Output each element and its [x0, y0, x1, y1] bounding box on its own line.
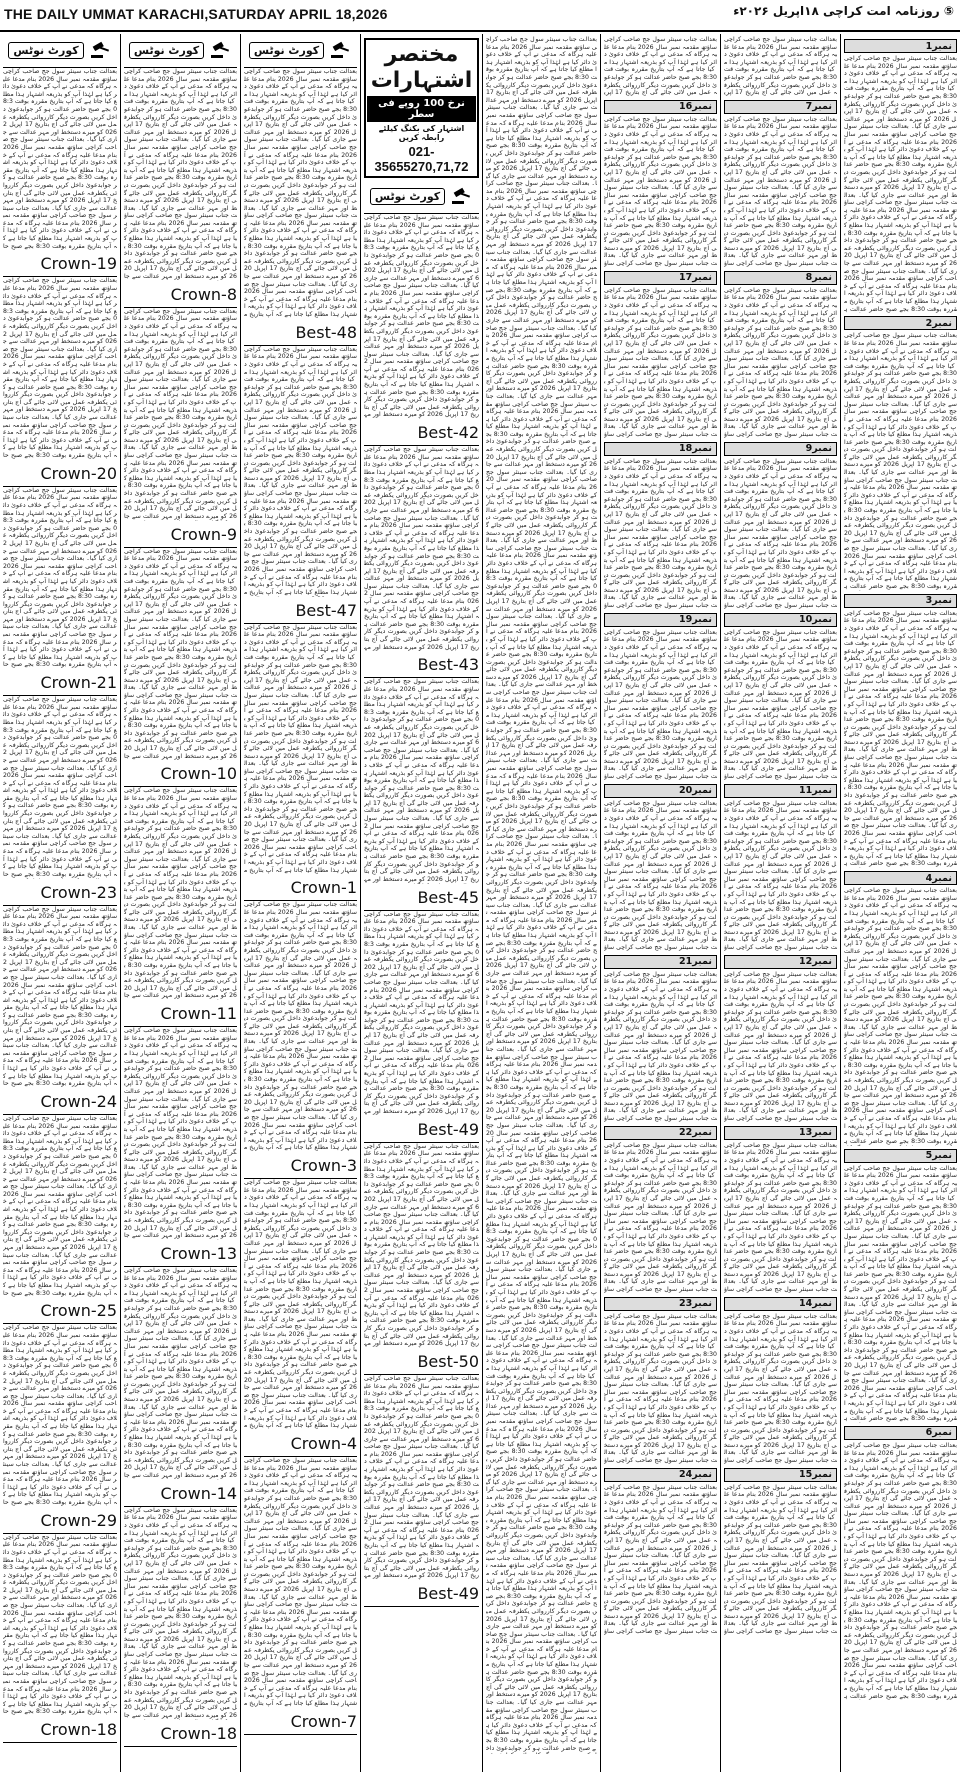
numbered-heading: [604, 784, 717, 798]
heading-number: نمبر12: [799, 956, 832, 968]
gavel-icon: [330, 41, 352, 59]
numbered-heading: [844, 871, 957, 885]
court-notice-text: بعدالت جناب سینئر سول جج صاحب کراچی ساؤتھ مقدمہ نمبر سال 2026 بنام مدعا علیہ ہرگاہ کہ مدعی نے آپ کے خلاف دعویٰ دائر کیا ہے لہٰذا آپ کو بذریعہ اشتہار ہذا مطلع کیا جاتا ہے کہ آپ بتاریخ مقررہ بوقت 8:30 بجے صبح حاضر عدالت ہو کر جوابدعویٰ داخل کریں بصورت دیگر کارروائی یکطرفہ عمل میں لائی جائے گی آج بتاریخ 17 اپریل 2026 کو میرے دستخط اور مہر عدالت سے جاری کیا گیا۔ بعدالت جناب سینئر سول جج صاحب کراچی ساؤتھ مقدمہ نمبر سال 2026 بنام مدعا علیہ ہرگاہ کہ مدعی نے آپ کے خلاف دعویٰ دائر کیا ہے لہٰذا آپ کو بذریعہ اشتہار ہذا مطلع کیا جاتا ہے کہ آپ بتاریخ مقررہ بوقت 8:30 بجے صبح حاضر عدالت ہو کر جوابدعویٰ داخل کریں بصورت دیگر کارروائی یکطرفہ عمل میں لائی جائے گی آج بتاریخ 17 اپریل 2026 کو میرے دستخط اور مہر عدالت سے جاری کیا گیا۔ بعدالت جناب سینئر سول جج صاحب کراچی ساؤتھ مقدمہ نمبر سال 2026 بنام مدعا علیہ ہرگاہ کہ مدعی نے آپ کے خلاف دعویٰ دائر کیا ہے لہٰذا آپ کو بذریعہ اشتہار ہذا مطلع کیا جاتا ہے کہ آپ بتاریخ مقررہ بوقت 8:30 بجے صبح حاضر عدالت ہو کر جوابدعویٰ داخل کریں بصورت دیگر کارروائی یکطرفہ عمل میں لائی جائے گی آج بتاریخ 17 اپریل 2026 کو میرے دستخط اور مہ: [364, 214, 479, 419]
classified-ad-box: [364, 38, 479, 178]
news-text: بعدالت جناب سینئر سول جج صاحب کراچی ساؤتھ مقدمہ نمبر سال 2026 بنام مدعا علیہ ہرگاہ کہ مدعی نے آپ کے خلاف دعویٰ دائر کیا ہے لہٰذا آپ کو بذریعہ اشتہار ہذا مطلع کیا جاتا ہے کہ آپ بتاریخ مقررہ بوقت 8:30 بجے صبح حاضر عدالت ہو کر جوابدعویٰ داخل کریں بصورت دیگر کارروائی یکطرفہ عمل میں لائی جائے گی آج بتاریخ 17 اپریل 2026 کو میرے دستخط اور مہر عدالت سے جاری کیا گیا۔ بعدالت جناب سینئر سول جج صاحب کراچی ساؤتھ مقدمہ نمبر سال 2026 بنام مدعا علیہ ہرگاہ کہ مدعی نے آپ کے خلاف دعویٰ دائر کیا ہے لہٰذا آپ کو بذریعہ اشتہار ہذا مطلع کیا جاتا ہے کہ آپ بتاریخ مقررہ بوقت 8:30 بجے صبح حاضر عدالت ہو کر جوابدعویٰ داخل کریں بصورت دیگر کارروائی یکطرفہ عمل میں لائی جائے گی آج بتاریخ 17 اپریل 2026 کو میرے دستخط اور مہر عدالت سے جاری کیا گیا۔ بعدالت جناب سینئر سول جج صاحب کراچی ساؤ: [724, 115, 837, 268]
court-notice-text: بعدالت جناب سینئر سول جج صاحب کراچی ساؤتھ مقدمہ نمبر سال 2026 بنام مدعا علیہ ہرگاہ کہ مدعی نے آپ کے خلاف دعویٰ دائر کیا ہے لہٰذا آپ کو بذریعہ اشتہار ہذا مطلع کیا جاتا ہے کہ آپ بتاریخ مقررہ بوقت 8:30 بجے صبح حاضر عدالت ہو کر جوابدعویٰ داخل کریں بصورت دیگر کارروائی یکطرفہ عمل میں لائی جائے گی آج بتاریخ 17 اپریل 2026 کو میرے دستخط اور مہر عدالت سے جاری کیا گیا۔ بعدالت جناب سینئر سول جج صاحب کراچی ساؤتھ مقدمہ نمبر سال 2026 بنام مدعا علیہ ہرگاہ کہ مدعی نے آپ کے خلاف دعویٰ دائر کیا ہے لہٰذا آپ کو بذریعہ اشتہار ہذا مطلع کیا جاتا ہے کہ آپ بتاریخ مقررہ بوقت 8:30 بجے صبح حاضر عدالت ہو کر جوابدعویٰ داخل کریں بصورت دیگر کارروائی یکطرفہ عمل میں لائی جائے گی آج بتاریخ 17 اپریل 2026 کو میرے دستخط اور مہر عدالت سے جاری کیا گیا۔ بعدالت جناب سینئر سول جج صاحب کراچی ساؤتھ مقدمہ نمبر سال 2026 بنام مدعا علیہ ہرگاہ کہ مدعی نے آپ کے خلاف دعویٰ دائر کیا ہے لہٰذا آپ کو بذریعہ اشتہار ہذا مطلع کیا جاتا ہے کہ آپ بتاریخ مقررہ بوقت 8:30 بجے صبح حا: [3, 905, 117, 1088]
gavel-icon: [210, 41, 232, 59]
heading-number: نمبر23: [679, 1298, 712, 1310]
notice-code: Best-49: [364, 1582, 479, 1607]
court-notice-text: بعدالت جناب سینئر سول جج صاحب کراچی ساؤتھ مقدمہ نمبر سال 2026 بنام مدعا علیہ ہرگاہ کہ مدعی نے آپ کے خلاف دعویٰ دائر کیا ہے لہٰذا آپ کو بذریعہ اشتہار ہذا مطلع کیا جاتا ہے کہ آپ بتاریخ مقررہ بوقت 8:30 بجے صبح حاضر عدالت ہو کر جوابدعویٰ داخل کریں بصورت دیگر کارروائی یکطرفہ عمل میں لائی جائے گی آج بتاریخ 17 اپریل 2026 کو میرے دستخط اور مہر عدالت سے جاری کیا گیا۔ بعدالت جناب سینئر سول جج صاحب کراچی ساؤتھ مقدمہ نمبر سال 2026 بنام مدعا علیہ ہرگاہ کہ مدعی نے آپ کے خلاف دعویٰ دائر کیا ہے لہٰذا آپ کو بذریعہ اشتہار ہذا مطلع کیا جاتا ہے کہ آپ بتاریخ مقررہ بوقت 8:30 بجے صبح حاضر عدالت ہو کر جوابدعویٰ داخل کریں بصورت دیگر کارروائی یکطرفہ عمل میں لائی جائے گی آج بتاریخ 17 اپریل 2026 کو میرے دستخط اور مہر عدالت سے جاری کیا گیا۔ بعدالت جناب سینئر سول جج صاحب کراچی ساؤتھ مقدمہ نمبر سال 2026 بنام مدعا علیہ ہرگاہ کہ مدعی نے آپ کے خلاف دعویٰ دائر کیا ہے لہٰذا آپ کو بذریعہ اشتہار ہذا مطلع کیا جاتا ہے کہ آپ بتاریخ مقررہ بوقت 8:30 بجے صبح حاضر عدالت ہو کر جوابدعویٰ داخل کریں بصورت دیگر کارروائی یکطرفہ عمل میں لائی جائے گی آج بتاریخ 17 اپریل 2026 کو میرے دستخط اور مہ: [364, 910, 479, 1115]
numbered-heading: [604, 100, 717, 114]
news-column-5: [482, 34, 600, 1772]
numbered-column-r2: [840, 34, 960, 1772]
court-notice-title: کورٹ نوٹس: [8, 42, 83, 59]
heading-number: نمبر3: [925, 595, 952, 607]
news-text: بعدالت جناب سینئر سول جج صاحب کراچی ساؤتھ مقدمہ نمبر سال 2026 بنام مدعا علیہ ہرگاہ کہ مدعی نے آپ کے خلاف دعویٰ دائر کیا ہے لہٰذا آپ کو بذریعہ اشتہار ہذا مطلع کیا جاتا ہے کہ آپ بتاریخ مقررہ بوقت 8:30 بجے صبح حاضر عدالت ہو کر جوابدعویٰ داخل کریں بصورت دیگر کارروائی یکطرفہ عمل میں لائی جائے گی آج بتاریخ 17 اپریل 2026 کو میرے دستخط اور مہر عدالت سے جاری کیا گیا۔ بعدالت جناب سینئر سول جج صاحب کراچی ساؤتھ مقدمہ نمبر سال 2026 بنام مدعا علیہ ہرگاہ کہ مدعی نے آپ کے خلاف دعویٰ دائر کیا ہے لہٰذا آپ کو بذریعہ اشتہار ہذا مطلع کیا جاتا ہے کہ آپ بتاریخ مقررہ بوقت 8:30 بجے صبح حاضر عدالت ہو کر جوابدعویٰ داخل کریں بصورت دیگر کارروائی یکطرفہ عمل میں لائی جائے گی آج بتاریخ 17 اپریل 2026 کو میرے دستخط اور مہر عدالت سے جاری کیا گیا۔ بعدالت جناب سینئر سول جج صاحب کراچی ساؤتھ مقدمہ نمبر سال 2026 بنام مدعا علیہ ہرگاہ کہ مدعی نے آپ کے خلاف دعویٰ دائر کیا ہے لہٰذا آپ کو بذریعہ اشتہار ہذا مطلع کیا جاتا ہے کہ آپ بتاریخ مقررہ بوقت 8:30 بجے صبح حاضر عدالت ہو کر جوابدعویٰ داخل کریں بصورت دیگر کارروائی یکطرفہ عمل میں لائی جائے گی آج بتاریخ 17 اپریل 2026 کو میرے دستخط اور مہر عدالت سے جاری کیا گیا۔ بعدالت جناب سینئر سول جج صاحب کراچی ساؤتھ مقدمہ نمبر سال 2026 بنام مدعا علیہ ہرگاہ کہ مدعی نے آپ کے خلاف دعویٰ دائر کیا ہے لہٰذا آپ کو بذریعہ اشتہار ہذا مطلع کیا جاتا ہے کہ آپ بتاریخ مقررہ بوقت 8:30 بجے صبح حاضر عدالت ہ: [844, 332, 957, 590]
heading-number: نمبر5: [925, 1150, 952, 1162]
heading-number: نمبر15: [799, 1469, 832, 1481]
news-text: بعدالت جناب سینئر سول جج صاحب کراچی ساؤتھ مقدمہ نمبر سال 2026 بنام مدعا علیہ ہرگاہ کہ مدعی نے آپ کے خلاف دعویٰ دائر کیا ہے لہٰذا آپ کو بذریعہ اشتہار ہذا مطلع کیا جاتا ہے کہ آپ بتاریخ مقررہ بوقت 8:30 بجے صبح حاضر عدالت ہو کر جوابدعویٰ داخل کریں بصورت دیگر کارروائی یکطرفہ عمل میں لائی جائے گی آج بتاریخ 17 اپریل 2026 کو میرے دستخط اور مہر عدالت سے جاری کیا گیا۔ بعدالت جناب سینئر سول جج صاحب کراچی ساؤتھ مقدمہ نمبر سال 2026 بنام مدعا علیہ ہرگاہ کہ مدعی نے آپ کے خلاف دعویٰ دائر کیا ہے لہٰذا آپ کو بذریعہ اشتہار ہذا مطلع کیا جاتا ہے کہ آپ بتاریخ مقررہ بوقت 8:30 بجے صبح حاضر عدالت ہو کر جوابدعویٰ داخل کریں بصورت دیگر کارروائی یکطرفہ عمل میں لائی جائے گی آج بتاریخ 17 اپریل 2026 کو میرے دستخط اور مہر عدالت سے جاری کیا گیا۔ بعدالت جناب سینئر سول جج صاحب کراچی ساؤتھ مقدمہ نمبر سال 2026 بنام مدعا علیہ ہرگاہ کہ مدعی نے آپ کے خلاف دعویٰ دائر کیا ہے لہٰذا آپ کو بذریعہ اشتہار ہذا مطلع کیا جاتا ہے کہ آپ بتاریخ مقررہ بوقت 8:30 بجے صبح حاضر عدالت ہو کر جوابدعویٰ داخل کریں بصورت دیگر کارروائی یکطرفہ عمل میں لائی جائے گی آج بتاریخ 17 اپریل 2026 کو میرے دستخط اور مہر عدالت سے جاری کیا گیا۔ بعدالت جناب سینئر سول جج صاحب کراچی ساؤتھ مقدمہ نمبر سال 2026 بنام مدعا علیہ ہرگاہ کہ مدعی نے آپ کے خلاف دعویٰ دائر کیا ہے لہٰذا آپ کو بذریعہ اشتہار ہذا مطلع کیا جاتا ہے کہ آپ بتاریخ مقررہ بوقت 8:30 بجے صبح حاضر عدالت ہ: [844, 1164, 957, 1423]
news-text: بعدالت جناب سینئر سول جج صاحب کراچی ساؤتھ مقدمہ نمبر سال 2026 بنام مدعا علیہ ہرگاہ کہ مدعی نے آپ کے خلاف دعویٰ دائر کیا ہے لہٰذا آپ کو بذریعہ اشتہار ہذا مطلع کیا جاتا ہے کہ آپ بتاریخ مقررہ بوقت 8:30 بجے صبح حاضر عدالت ہو کر جوابدعویٰ داخل کریں بصورت دیگر کارروائی یکطرفہ عمل میں لائی جائے گی آج بتاریخ 17 اپریل 2026 کو میرے دستخط اور مہر عدالت سے جاری کیا گیا۔ بعدالت جناب سینئر سول جج صاحب کراچی ساؤتھ مقدمہ نمبر سال 2026 بنام مدعا علیہ ہرگاہ کہ مدعی نے آپ کے خلاف دعویٰ دائر کیا ہے لہٰذا آپ کو بذریعہ اشتہار ہذا مطلع کیا جاتا ہے کہ آپ بتاریخ مقررہ بوقت 8:30 بجے صبح حاضر عدالت ہو کر جوابدعویٰ داخل کریں بصورت دیگر کارروائی یکطرفہ عمل میں لائی جائے گی آج بتاریخ 17 اپریل 2026 کو میرے دستخط اور مہر عدالت سے جاری کیا گیا۔ بعدالت جناب سینئر سول جج صاحب کراچی ساؤ: [724, 286, 837, 439]
court-notice-text: بعدالت جناب سینئر سول جج صاحب کراچی ساؤتھ مقدمہ نمبر سال 2026 بنام مدعا علیہ ہرگاہ کہ مدعی نے آپ کے خلاف دعویٰ دائر کیا ہے لہٰذا آپ کو بذریعہ اشتہار ہذا مطلع کیا جاتا ہے کہ آپ بتاریخ مقررہ بوقت 8:30 بجے صبح حاضر عدالت ہو کر جوابدعویٰ داخل کریں بصورت دیگر کارروائی یکطرفہ عمل میں لائی جائے گی آج بتاریخ 17 اپریل 2026 کو میرے دستخط اور مہر عدالت سے جاری کیا گیا۔ بعدالت جناب سینئر سول جج صاحب کراچی ساؤتھ مقدمہ نمبر سال 2026 بنام مدعا علیہ ہرگاہ کہ مدعی نے آپ کے خلاف دعویٰ دائر کیا ہے لہٰذا آپ کو بذریعہ اشتہار ہذا مطلع کیا جاتا ہے کہ آپ بتاریخ مقررہ بوقت 8:30 بجے صبح حاضر عدالت ہو کر جوابدعویٰ داخل کریں بصورت دیگر کارروائی یکطرفہ عمل میں لائی جائے گی آج بتاریخ 17 اپریل 2026 کو میرے دستخط اور مہر عدالت سے جاری کیا گیا۔ بعدالت جناب سینئر سول جج صاحب کراچی ساؤتھ مقدمہ نمبر سال 2026 بنام مدعا علیہ ہرگاہ کہ مدعی نے آپ کے خلاف دعویٰ دائر کیا ہے لہٰذا آپ کو بذریعہ اشتہار ہذا مطلع کیا جاتا ہے کہ آپ بتاریخ مقررہ بوقت 8:30 بجے صبح حا: [3, 68, 117, 250]
numbered-heading: [604, 955, 717, 969]
heading-number: نمبر7: [805, 101, 832, 113]
numbered-heading: [844, 594, 957, 608]
court-notice-text: بعدالت جناب سینئر سول جج صاحب کراچی ساؤتھ مقدمہ نمبر سال 2026 بنام مدعا علیہ ہرگاہ کہ مدعی نے آپ کے خلاف دعویٰ دائر کیا ہے لہٰذا آپ کو بذریعہ اشتہار ہذا مطلع کیا جاتا ہے کہ آپ بتاریخ مقررہ بوقت 8:30 بجے صبح حاضر عدالت ہو کر جوابدعویٰ داخل کریں بصورت دیگر کارروائی یکطرفہ عمل میں لائی جائے گی آج بتاریخ 17 اپریل 2026 کو میرے دستخط اور مہر عدالت سے جاری کیا گیا۔ بعدالت جناب سینئر سول جج صاحب کراچی ساؤتھ مقدمہ نمبر سال 2026 بنام مدعا علیہ ہرگاہ کہ مدعی نے آپ کے خلاف دعویٰ دائر کیا ہے لہٰذا آپ کو بذریعہ اشتہار ہذا مطلع کیا جاتا ہے کہ آپ بتاریخ مقررہ بوقت 8:30 بجے صبح حاضر عدالت ہو کر جوابدعویٰ داخل کریں بصورت دیگر کارروائی یکطرفہ عمل میں لائی جائے گی آج بتاریخ 17 اپریل 2026 کو میرے دستخط اور مہر عدالت سے جاری کیا گیا۔ بعدالت جناب سینئر سول جج صاحب کراچی ساؤتھ مقدمہ نمبر سال 2026 بنام مدعا علیہ ہرگاہ کہ مدعی نے آپ کے خلاف دعویٰ دائر کیا ہے لہٰذا آپ کو بذریعہ اشتہار ہذا مطلع کیا جاتا ہے کہ آپ بتاریخ مقررہ بوقت 8:30 بجے صبح حاضر عدالت ہو کر جوابدعویٰ داخل کریں بصورت دیگر کارروائی یکطرفہ عمل میں لائی جائے گی آج بتاریخ 17 اپریل 2026 کو میرے دستخط اور مہر عدالت سے جا: [124, 787, 237, 1000]
notice-code: Crown-7: [244, 1710, 357, 1735]
numbered-heading: [724, 100, 837, 114]
numbered-column-r3: [720, 34, 840, 1772]
notice-code: Crown-25: [3, 1299, 117, 1324]
court-notice-text: بعدالت جناب سینئر سول جج صاحب کراچی ساؤتھ مقدمہ نمبر سال 2026 بنام مدعا علیہ ہرگاہ کہ مدعی نے آپ کے خلاف دعویٰ دائر کیا ہے لہٰذا آپ کو بذریعہ اشتہار ہذا مطلع کیا جاتا ہے کہ آپ بتاریخ مقررہ بوقت 8:30 بجے صبح حاضر عدالت ہو کر جوابدعویٰ داخل کریں بصورت دیگر کارروائی یکطرفہ عمل میں لائی جائے گی آج بتاریخ 17 اپریل 2026 کو میرے دستخط اور مہر عدالت سے جاری کیا گیا۔ بعدالت جناب سینئر سول جج صاحب کراچی ساؤتھ مقدمہ نمبر سال 2026 بنام مدعا علیہ ہرگاہ کہ مدعی نے آپ کے خلاف دعویٰ دائر کیا ہے لہٰذا آپ کو بذریعہ اشتہار ہذا مطلع کیا جاتا ہے کہ آپ بتاریخ مقررہ بوقت 8:30 بجے صبح حاضر عدالت ہو کر جوابدعویٰ داخل کریں بصورت دیگر کارروائی یکطرفہ عمل میں لائی جائے گی آج بتاریخ 17 اپریل 2026 کو میرے دستخط اور مہر عدالت سے جاری کیا گیا۔ بعدالت جناب سینئر سول جج صاحب کراچی ساؤتھ مقدمہ نمبر سال 2026 بنام مدعا علیہ ہرگاہ کہ مدعی نے آپ کے خلاف دعویٰ دائر کیا ہے لہٰذا آپ کو بذریعہ اشتہار ہذا مطلع کیا جاتا ہے کہ آپ بتاریخ مقررہ بوقت 8:30 بجے صبح حاضر عدالت ہو کر جوابدعویٰ داخل کریں بصورت دیگر کارروائی یکطرفہ عمل میں لائی جائے گی آج بتاریخ 17 اپریل 2026 کو میرے دستخط اور مہر عدالت سے جاری کیا گیا۔ بعدالت جناب سینئر سول جج صاحب کراچی ساؤتھ مقدمہ نمبر سال 2026 بنام مدعا علیہ ہرگاہ کہ مدعی نے آپ کے خلاف دعویٰ دائر کیا ہے لہٰذا آپ کو بذریعہ اشتہار ہذا مطلع کیا جاتا ہے کہ آپ بتاریخ م: [244, 1456, 357, 1707]
news-text: بعدالت جناب سینئر سول جج صاحب کراچی ساؤتھ مقدمہ نمبر سال 2026 بنام مدعا علیہ ہرگاہ کہ مدعی نے آپ کے خلاف دعویٰ دائر کیا ہے لہٰذا آپ کو بذریعہ اشتہار ہذا مطلع کیا جاتا ہے کہ آپ بتاریخ مقررہ بوقت 8:30 بجے صبح حاضر عدالت ہو کر جوابدعویٰ داخل کریں بصورت دیگر کارروائی یکطرفہ عمل میں لائی جائے گی آج بتاریخ 17 اپریل 2026 کو میرے دستخط اور مہر عدالت سے جاری کیا گیا۔ بعدالت جناب سینئر سول جج صاحب کراچی ساؤتھ مقدمہ نمبر سال 2026 بنام مدعا علیہ ہرگاہ کہ مدعی نے آپ کے خلاف دعویٰ دائر کیا ہے لہٰذا آپ کو بذریعہ اشتہار ہذا مطلع کیا جاتا ہے کہ آپ بتاریخ مقررہ بوقت 8:30 بجے صبح حاضر عدالت ہو کر جوابدعویٰ داخل کریں بصورت دیگر کارروائی یکطرفہ عمل میں لائی جائے گی آج بتاریخ 17 اپریل 2026 کو میرے دستخط اور مہر عدالت سے جاری کیا گیا۔ بعدالت جناب سینئر سول جج صاحب کراچی ساؤتھ مقدمہ نمبر سال 2026 بنام مدعا علیہ ہرگاہ کہ مدعی نے آپ کے خلاف دعویٰ دائر کیا ہے لہٰذا آپ کو بذریعہ اشتہار ہذا مطلع کیا جاتا ہے کہ آپ بتاریخ مقررہ بوقت 8:30 بجے صبح حاضر عدالت ہو کر جوابدعویٰ داخل کریں بصورت دیگر کارروائی یکطرفہ عمل میں لائی جائے گی آج بتاریخ 17 اپریل 2026 کو میرے دستخط اور مہر عدالت سے جاری کیا گیا۔ بعدالت جناب سینئر سول جج صاحب کراچی ساؤتھ مقدمہ نمبر سال 2026 بنام مدعا علیہ ہرگاہ کہ مدعی نے آپ کے خلاف دعویٰ دائر کیا ہے لہٰذا آپ کو بذریعہ اشتہار ہذا مطلع کیا جاتا ہے کہ آپ بتاریخ مقررہ بوقت 8:30 بجے صبح حاضر عدالت ہ: [844, 609, 957, 868]
news-text: بعدالت جناب سینئر سول جج صاحب کراچی ساؤتھ مقدمہ نمبر سال 2026 بنام مدعا علیہ ہرگاہ کہ مدعی نے آپ کے خلاف دعویٰ دائر کیا ہے لہٰذا آپ کو بذریعہ اشتہار ہذا مطلع کیا جاتا ہے کہ آپ بتاریخ مقررہ بوقت 8:30 بجے صبح حاضر عدالت ہو کر جوابدعویٰ داخل کریں بصورت دیگر کارروائی یکطرفہ عمل میں لائی جائے گی آج بتاریخ 17 اپریل 2026 کو میرے دستخط اور مہر عدالت سے جاری کیا گیا۔ بعدالت جناب سینئر سول جج صاحب کراچی ساؤتھ مقدمہ نمبر سال 2026 بنام مدعا علیہ ہرگاہ کہ مدعی نے آپ کے خلاف دعویٰ دائر کیا ہے لہٰذا آپ کو بذریعہ اشتہار ہذا مطلع کیا جاتا ہے کہ آپ بتاریخ مقررہ بوقت 8:30 بجے صبح حاضر عدالت ہو کر جوابدعویٰ داخل کریں بصورت دیگر کارروائی یکطرفہ عمل میں لائی جائے گی آج بتاریخ 17 اپریل 2026 کو میرے دستخط اور مہر عدالت سے جاری کیا گیا۔ بعدالت جناب سینئر سول جج صاحب کراچی ساؤ: [724, 457, 837, 610]
notice-code: Crown-20: [3, 462, 117, 487]
notice-code: Crown-11: [124, 1002, 237, 1027]
classified-ad-title: مختصر اشتہارات: [370, 42, 473, 93]
news-text: بعدالت جناب سینئر سول جج صاحب کراچی ساؤتھ مقدمہ نمبر سال 2026 بنام مدعا علیہ ہرگاہ کہ مدعی نے آپ کے خلاف دعویٰ دائر کیا ہے لہٰذا آپ کو بذریعہ اشتہار ہذا مطلع کیا جاتا ہے کہ آپ بتاریخ مقررہ بوقت 8:30 بجے صبح حاضر عدالت ہو کر جوابدعویٰ داخل کریں بصورت دیگر کارروائی یکطرفہ عمل میں لائی جائے گی آج بتاریخ 17 اپری: [724, 36, 837, 97]
notice-code: Crown-1: [244, 876, 357, 901]
news-text: بعدالت جناب سینئر سول جج صاحب کراچی ساؤتھ مقدمہ نمبر سال 2026 بنام مدعا علیہ ہرگاہ کہ مدعی نے آپ کے خلاف دعویٰ دائر کیا ہے لہٰذا آپ کو بذریعہ اشتہار ہذا مطلع کیا جاتا ہے کہ آپ بتاریخ مقررہ بوقت 8:30 بجے صبح حاضر عدالت ہو کر جوابدعویٰ داخل کریں بصورت دیگر کارروائی یکطرفہ عمل میں لائی جائے گی آج بتاریخ 17 اپریل 2026 کو میرے دستخط اور مہر عدالت سے جاری کیا گیا۔ بعدالت جناب سینئر سول جج صاحب کراچی ساؤتھ مقدمہ نمبر سال 2026 بنام مدعا علیہ ہرگاہ کہ مدعی نے آپ کے خلاف دعویٰ دائر کیا ہے لہٰذا آپ کو بذریعہ اشتہار ہذا مطلع کیا جاتا ہے کہ آپ بتاریخ مقررہ بوقت 8:30 بجے صبح حاضر عدالت ہو کر جوابدعویٰ داخل کریں بصورت دیگر کارروائی یکطرفہ عمل میں لائی جائے گی آج بتاریخ 17 اپریل 2026 کو میرے دستخط اور مہر عدالت سے جاری کیا گیا۔ بعدالت جناب سینئر سول جج صاحب کراچی ساؤ: [724, 628, 837, 781]
court-notice-text: بعدالت جناب سینئر سول جج صاحب کراچی ساؤتھ مقدمہ نمبر سال 2026 بنام مدعا علیہ ہرگاہ کہ مدعی نے آپ کے خلاف دعویٰ دائر کیا ہے لہٰذا آپ کو بذریعہ اشتہار ہذا مطلع کیا جاتا ہے کہ آپ بتاریخ مقررہ بوقت 8:30 بجے صبح حاضر عدالت ہو کر جوابدعویٰ داخل کریں بصورت دیگر کارروائی یکطرفہ عمل میں لائی جائے گی آج بتاریخ 17 اپریل 2026 کو میرے دستخط اور مہر عدالت سے جاری کیا گیا۔ بعدالت جناب سینئر سول جج صاحب کراچی ساؤتھ مقدمہ نمبر سال 2026 بنام مدعا علیہ ہرگاہ کہ مدعی نے آپ کے خلاف دعویٰ دائر کیا ہے لہٰذا آپ کو بذریعہ اشتہار ہذا مطلع کیا جاتا ہے کہ آپ بتاریخ مقررہ بوقت 8:30 بجے صبح حاضر عدالت ہو کر جوابدعویٰ داخل کریں بصورت دیگر کارروائی یکطرفہ عمل میں لائی جائے گی آج بتاریخ 17 اپریل 2026 کو میرے دستخط اور مہر عدالت سے جاری کیا گیا۔ بعدالت جناب سینئر سول جج صاحب کراچی ساؤتھ مقدمہ نمبر سال 2026 بنام مدعا علیہ ہرگاہ کہ مدعی نے آپ کے خلاف دعویٰ دائر کیا ہے لہٰذا آپ کو بذریعہ اشتہار ہذا مطلع کیا جاتا ہے کہ آپ بتاریخ مقررہ بوقت 8:30 بجے صبح حا: [3, 486, 117, 669]
numbered-heading: [844, 1426, 957, 1440]
heading-number: نمبر13: [799, 1127, 832, 1139]
court-notice-title: کورٹ نوٹس: [129, 42, 204, 59]
gavel-icon: [90, 41, 112, 59]
court-notice-text: بعدالت جناب سینئر سول جج صاحب کراچی ساؤتھ مقدمہ نمبر سال 2026 بنام مدعا علیہ ہرگاہ کہ مدعی نے آپ کے خلاف دعویٰ دائر کیا ہے لہٰذا آپ کو بذریعہ اشتہار ہذا مطلع کیا جاتا ہے کہ آپ بتاریخ مقررہ بوقت 8:30 بجے صبح حاضر عدالت ہو کر جوابدعویٰ داخل کریں بصورت دیگر کارروائی یکطرفہ عمل میں لائی جائے گی آج بتاریخ 17 اپریل 2026 کو میرے دستخط اور مہر عدالت سے جاری کیا گیا۔ بعدالت جناب سینئر سول جج صاحب کراچی ساؤتھ مقدمہ نمبر سال 2026 بنام مدعا علیہ ہرگاہ کہ مدعی نے آپ کے خلاف دعویٰ دائر کیا ہے لہٰذا آپ کو بذریعہ اشتہار ہذا مطلع کیا جاتا ہے کہ آپ بتاریخ مقررہ بوقت 8:30 بجے صبح حاضر عدالت ہو کر جوابدعویٰ داخل کریں بصورت دیگر کارروائی یکطرفہ عمل میں لائی جائے گی آج بتاریخ 17 اپریل 2026 کو میرے دستخط اور مہر عدالت سے جاری کیا گیا۔ بعدالت جناب سینئر سول جج صاحب کراچی ساؤتھ مقدمہ نمبر سال 2026 بنام مدعا علیہ ہرگاہ کہ مدعی نے آپ کے خلاف دعویٰ دائر کیا ہے لہٰذا آپ کو بذریعہ اشتہار ہذا مطلع کیا جاتا ہے کہ آپ بتاریخ مقررہ بوقت 8:30 بجے صبح حا: [3, 1114, 117, 1297]
news-text: بعدالت جناب سینئر سول جج صاحب کراچی ساؤتھ مقدمہ نمبر سال 2026 بنام مدعا علیہ ہرگاہ کہ مدعی نے آپ کے خلاف دعویٰ دائر کیا ہے لہٰذا آپ کو بذریعہ اشتہار ہذا مطلع کیا جاتا ہے کہ آپ بتاریخ مقررہ بوقت 8:30 بجے صبح حاضر عدالت ہو کر جوابدعویٰ داخل کریں بصورت دیگر کارروائی یکطرفہ عمل میں لائی جائے گی آج بتاریخ 17 اپریل 2026 کو میرے دستخط اور مہر عدالت سے جاری کیا گیا۔ بعدالت جناب سینئر سول جج صاحب کراچی ساؤتھ مقدمہ نمبر سال 2026 بنام مدعا علیہ ہرگاہ کہ مدعی نے آپ کے خلاف دعویٰ دائر کیا ہے لہٰذا آپ کو بذریعہ اشتہار ہذا مطلع کیا جاتا ہے کہ آپ بتاریخ مقررہ بوقت 8:30 بجے صبح حاضر عدالت ہو کر جوابدعویٰ داخل کریں بصورت دیگر کارروائی یکطرفہ عمل میں لائی جائے گی آج بتاریخ 17 اپریل 2026 کو میرے دستخط اور مہر عدالت سے جاری کیا گیا۔ بعدالت جناب سینئر سول جج صاحب کراچی ساؤ: [724, 1483, 837, 1636]
gavel-icon: [451, 187, 473, 205]
news-text: بعدالت جناب سینئر سول جج صاحب کراچی ساؤتھ مقدمہ نمبر سال 2026 بنام مدعا علیہ ہرگاہ کہ مدعی نے آپ کے خلاف دعویٰ دائر کیا ہے لہٰذا آپ کو بذریعہ اشتہار ہذا مطلع کیا جاتا ہے کہ آپ بتاریخ مقررہ بوقت 8:30 بجے صبح حاضر عدالت ہو کر جوابدعویٰ داخل کریں بصورت دیگر کارروائی یکطرفہ عمل میں لائی جائے گی آج بتاریخ 17 اپریل 2026 کو میرے دستخط اور مہر عدالت سے جاری کیا گیا۔ بعدالت جناب سینئر سول جج صاحب کراچی ساؤتھ مقدمہ نمبر سال 2026 بنام مدعا علیہ ہرگاہ کہ مدعی نے آپ کے خلاف دعویٰ دائر کیا ہے لہٰذا آپ کو بذریعہ اشتہار ہذا مطلع کیا جاتا ہے کہ آپ بتاریخ مقررہ بوقت 8:30 بجے صبح حاضر عدالت ہو کر جوابدعویٰ داخل کریں بصورت دیگر کارروائی یکطرفہ عمل میں لائی جائے گی آج بتاریخ 17 اپریل 2026 کو میرے دستخط اور مہر عدالت سے جاری کیا گیا۔ بعدالت جناب سینئر سول جج صاحب کراچی ساؤ: [604, 1312, 717, 1465]
notice-code: Crown-21: [3, 671, 117, 696]
numbered-heading: [724, 271, 837, 285]
court-notice-text: بعدالت جناب سینئر سول جج صاحب کراچی ساؤتھ مقدمہ نمبر سال 2026 بنام مدعا علیہ ہرگاہ کہ مدعی نے آپ کے خلاف دعویٰ دائر کیا ہے لہٰذا آپ کو بذریعہ اشتہار ہذا مطلع کیا جاتا ہے کہ آپ بتاریخ مقررہ بوقت 8:30 بجے صبح حاضر عدالت ہو کر جوابدعویٰ داخل کریں بصورت دیگر کارروائی یکطرفہ عمل میں لائی جائے گی آج بتاریخ 17 اپریل 2026 کو میرے دستخط اور مہر عدالت سے جاری کیا گیا۔ بعدالت جناب سینئر سول جج صاحب کراچی ساؤتھ مقدمہ نمبر سال 2026 بنام مدعا علیہ ہرگاہ کہ مدعی نے آپ کے خلاف دعویٰ دائر کیا ہے لہٰذا آپ کو بذریعہ اشتہار ہذا مطلع کیا جاتا ہے کہ آپ بتاریخ مقررہ بوقت 8:30 بجے صبح حاضر عدالت ہو کر جوابدعویٰ داخل کریں بصورت دیگر کارروائی یکطرفہ عمل میں لائی جائے گی آج بتاریخ 17 اپریل 2026 کو میرے دستخط اور مہر عدالت سے جاری کیا گیا۔ بعدالت جناب سینئر سول جج صاحب کراچی ساؤتھ مقدمہ نمبر سال 2026 بنام مدعا علیہ ہرگاہ کہ مدعی نے آپ کے خلاف دعویٰ دائر کیا ہے لہٰذا آپ کو بذریعہ اشتہار ہذا مطلع کیا جاتا ہے کہ آپ بتاریخ مقررہ بوقت 8:30 بجے صبح حا: [3, 1324, 117, 1506]
news-text: بعدالت جناب سینئر سول جج صاحب کراچی ساؤتھ مقدمہ نمبر سال 2026 بنام مدعا علیہ ہرگاہ کہ مدعی نے آپ کے خلاف دعویٰ دائر کیا ہے لہٰذا آپ کو بذریعہ اشتہار ہذا مطلع کیا جاتا ہے کہ آپ بتاریخ مقررہ بوقت 8:30 بجے صبح حاضر عدالت ہو کر جوابدعویٰ داخل کریں بصورت دیگر کارروائی یکطرفہ عمل میں لائی جائے گی آج بتاریخ 17 اپریل 2026 کو میرے دستخط اور مہر عدالت سے جاری کیا گیا۔ بعدالت جناب سینئر سول جج صاحب کراچی ساؤتھ مقدمہ نمبر سال 2026 بنام مدعا علیہ ہرگاہ کہ مدعی نے آپ کے خلاف دعویٰ دائر کیا ہے لہٰذا آپ کو بذریعہ اشتہار ہذا مطلع کیا جاتا ہے کہ آپ بتاریخ مقررہ بوقت 8:30 بجے صبح حاضر عدالت ہو کر جوابدعویٰ داخل کریں بصورت دیگر کارروائی یکطرفہ عمل میں لائی جائے گی آج بتاریخ 17 اپریل 2026 کو میرے دستخط اور مہر عدالت سے جاری کیا گیا۔ بعدالت جناب سینئر سول جج صاحب کراچی ساؤ: [604, 1483, 717, 1636]
heading-number: نمبر8: [805, 272, 832, 284]
heading-number: نمبر24: [679, 1469, 712, 1481]
news-text: بعدالت جناب سینئر سول جج صاحب کراچی ساؤتھ مقدمہ نمبر سال 2026 بنام مدعا علیہ ہرگاہ کہ مدعی نے آپ کے خلاف دعویٰ دائر کیا ہے لہٰذا آپ کو بذریعہ اشتہار ہذا مطلع کیا جاتا ہے کہ آپ بتاریخ مقررہ بوقت 8:30 بجے صبح حاضر عدالت ہو کر جوابدعویٰ داخل کریں بصورت دیگر کارروائی یکطرفہ عمل میں لائی جائے گی آج بتاریخ 17 اپریل 2026 کو میرے دستخط اور مہر عدالت سے جاری کیا گیا۔ بعدالت جناب سینئر سول جج صاحب کراچی ساؤتھ مقدمہ نمبر سال 2026 بنام مدعا علیہ ہرگاہ کہ مدعی نے آپ کے خلاف دعویٰ دائر کیا ہے لہٰذا آپ کو بذریعہ اشتہار ہذا مطلع کیا جاتا ہے کہ آپ بتاریخ مقررہ بوقت 8:30 بجے صبح حاضر عدالت ہو کر جوابدعویٰ داخل کریں بصورت دیگر کارروائی یکطرفہ عمل میں لائی جائے گی آج بتاریخ 17 اپریل 2026 کو میرے دستخط اور مہر عدالت سے جاری کیا گیا۔ بعدالت جناب سینئر سول جج صاحب کراچی ساؤتھ مقدمہ نمبر سال 2026 بنام مدعا علیہ ہرگاہ کہ مدعی نے آپ کے خلاف دعویٰ دائر کیا ہے لہٰذا آپ کو بذریعہ اشتہار ہذا مطلع کیا جاتا ہے کہ آپ بتاریخ مقررہ بوقت 8:30 بجے صبح حاضر عدالت ہو کر جوابدعویٰ داخل کریں بصورت دیگر کارروائی یکطرفہ عمل میں لائی جائے گی آج بتاریخ 17 اپریل 2026 کو میرے دستخط اور مہر عدالت سے جاری کیا گیا۔ بعدالت جناب سینئر سول جج صاحب کراچی ساؤتھ مقدمہ نمبر سال 2026 بنام مدعا علیہ ہرگاہ کہ مدعی نے آپ کے خلاف دعویٰ دائر کیا ہے لہٰذا آپ کو بذریعہ اشتہار ہذا مطلع کیا جاتا ہے کہ آپ بتاریخ مقررہ بوقت 8:30 بجے صبح حاضر عدالت ہ: [844, 1441, 957, 1700]
notice-code: Crown-8: [124, 283, 237, 308]
numbered-heading: [844, 39, 957, 53]
numbered-heading: [724, 1126, 837, 1140]
notice-code: Best-49: [364, 1118, 479, 1143]
numbered-heading: [604, 613, 717, 627]
notice-code: Best-42: [364, 421, 479, 446]
news-text: بعدالت جناب سینئر سول جج صاحب کراچی ساؤتھ مقدمہ نمبر سال 2026 بنام مدعا علیہ ہرگاہ کہ مدعی نے آپ کے خلاف دعویٰ دائر کیا ہے لہٰذا آپ کو بذریعہ اشتہار ہذا مطلع کیا جاتا ہے کہ آپ بتاریخ مقررہ بوقت 8:30 بجے صبح حاضر عدالت ہو کر جوابدعویٰ داخل کریں بصورت دیگر کارروائی یکطرفہ عمل میں لائی جائے گی آج بتاریخ 17 اپریل 2026 کو میرے دستخط اور مہر عدالت سے جاری کیا گیا۔ بعدالت جناب سینئر سول جج صاحب کراچی ساؤتھ مقدمہ نمبر سال 2026 بنام مدعا علیہ ہرگاہ کہ مدعی نے آپ کے خلاف دعویٰ دائر کیا ہے لہٰذا آپ کو بذریعہ اشتہار ہذا مطلع کیا جاتا ہے کہ آپ بتاریخ مقررہ بوقت 8:30 بجے صبح حاضر عدالت ہو کر جوابدعویٰ داخل کریں بصورت دیگر کارروائی یکطرفہ عمل میں لائی جائے گی آج بتاریخ 17 اپریل 2026 کو میرے دستخط اور مہر عدالت سے جاری کیا گیا۔ بعدالت جناب سینئر سول جج صاحب کراچی ساؤ: [604, 970, 717, 1123]
court-notice-caption: [244, 36, 357, 68]
notice-code: Crown-3: [244, 1154, 357, 1179]
court-notice-column-1: [0, 34, 120, 1772]
notice-code: Best-50: [364, 1350, 479, 1375]
news-text: بعدالت جناب سینئر سول جج صاحب کراچی ساؤتھ مقدمہ نمبر سال 2026 بنام مدعا علیہ ہرگاہ کہ مدعی نے آپ کے خلاف دعویٰ دائر کیا ہے لہٰذا آپ کو بذریعہ اشتہار ہذا مطلع کیا جاتا ہے کہ آپ بتاریخ مقررہ بوقت 8:30 بجے صبح حاضر عدالت ہو کر جوابدعویٰ داخل کریں بصورت دیگر کارروائی یکطرفہ عمل میں لائی جائے گی آج بتاریخ 17 اپریل 2026 کو میرے دستخط اور مہر عدالت سے جاری کیا گیا۔ بعدالت جناب سینئر سول جج صاحب کراچی ساؤتھ مقدمہ نمبر سال 2026 بنام مدعا علیہ ہرگاہ کہ مدعی نے آپ کے خلاف دعویٰ دائر کیا ہے لہٰذا آپ کو بذریعہ اشتہار ہذا مطلع کیا جاتا ہے کہ آپ بتاریخ مقررہ بوقت 8:30 بجے صبح حاضر عدالت ہو کر جوابدعویٰ داخل کریں بصورت دیگر کارروائی یکطرفہ عمل میں لائی جائے گی آج بتاریخ 17 اپریل 2026 کو میرے دستخط اور مہر عدالت سے جاری کیا گیا۔ بعدالت جناب سینئر سول جج صاحب کراچی ساؤتھ مقدمہ نمبر سال 2026 بنام مدعا علیہ ہرگاہ کہ مدعی نے آپ کے خلاف دعویٰ دائر کیا ہے لہٰذا آپ کو بذریعہ اشتہار ہذا مطلع کیا جاتا ہے کہ آپ بتاریخ مقررہ بوقت 8:30 بجے صبح حاضر عدالت ہو کر جوابدعویٰ داخل کریں بصورت دیگر کارروائی یکطرفہ عمل میں لائی جائے گی آج بتاریخ 17 اپریل 2026 کو میرے دستخط اور مہر عدالت سے جاری کیا گیا۔ بعدالت جناب سینئر سول جج صاحب کراچی ساؤتھ مقدمہ نمبر سال 2026 بنام مدعا علیہ ہرگاہ کہ مدعی نے آپ کے خلاف دعویٰ دائر کیا ہے لہٰذا آپ کو بذریعہ اشتہار ہذا مطلع کیا جاتا ہے کہ آپ بتاریخ مقررہ بوقت 8:30 بجے صبح حاضر عدالت ہ: [844, 55, 957, 313]
court-notice-column-3: [240, 34, 360, 1772]
heading-number: نمبر18: [679, 443, 712, 455]
heading-number: نمبر10: [799, 614, 832, 626]
heading-number: نمبر11: [799, 785, 832, 797]
court-notice-text: بعدالت جناب سینئر سول جج صاحب کراچی ساؤتھ مقدمہ نمبر سال 2026 بنام مدعا علیہ ہرگاہ کہ مدعی نے آپ کے خلاف دعویٰ دائر کیا ہے لہٰذا آپ کو بذریعہ اشتہار ہذا مطلع کیا جاتا ہے کہ آپ بتاریخ مقررہ بوقت 8:30 بجے صبح حاضر عدالت ہو کر جوابدعویٰ داخل کریں بصورت دیگر کارروائی یکطرفہ عمل میں لائی جائے گی آج بتاریخ 17 اپریل 2026 کو میرے دستخط اور مہر عدالت سے جاری کیا گیا۔ بعدالت جناب سینئر سول جج صاحب کراچی ساؤتھ مقدمہ نمبر سال 2026 بنام مدعا علیہ ہرگاہ کہ مدعی نے آپ کے خلاف دعویٰ دائر کیا ہے لہٰذا آپ کو بذریعہ اشتہار ہذا مطلع کیا جاتا ہے کہ آپ بتاریخ مقررہ بوقت 8:30 بجے صبح حاضر عدالت ہو کر جوابدعویٰ داخل کریں بصورت دیگر کارروائی یکطرفہ عمل میں لائی جائے گی آج بتاریخ 17 اپریل 2026 کو میرے دستخط اور مہر عدالت سے جاری کیا گیا۔ بعدالت جناب سینئر سول جج صاحب کراچی ساؤتھ مقدمہ نمبر سال 2026 بنام مدعا علیہ ہرگاہ کہ مدعی نے آپ کے خلاف دعویٰ دائر کیا ہے لہٰذا آپ کو بذریعہ اشتہار ہذا مطلع کیا جاتا ہے کہ آپ بتاریخ مقررہ بوقت 8:30 بجے صبح حاضر عدالت ہو کر جوابدعویٰ داخل کریں بصورت دیگر کارروائی یکطرفہ عمل میں لائی جائے گی آج بتاریخ 17 اپریل 2026 کو میرے دستخط اور مہ: [364, 678, 479, 883]
news-text: بعدالت جناب سینئر سول جج صاحب کراچی ساؤتھ مقدمہ نمبر سال 2026 بنام مدعا علیہ ہرگاہ کہ مدعی نے آپ کے خلاف دعویٰ دائر کیا ہے لہٰذا آپ کو بذریعہ اشتہار ہذا مطلع کیا جاتا ہے کہ آپ بتاریخ مقررہ بوقت 8:30 بجے صبح حاضر عدالت ہو کر جوابدعویٰ داخل کریں بصورت دیگر کارروائی یکطرفہ عمل میں لائی جائے گی آج بتاریخ 17 اپریل 2026 کو میرے دستخط اور مہر عدالت سے جاری کیا گیا۔ بعدالت جناب سینئر سول جج صاحب کراچی ساؤتھ مقدمہ نمبر سال 2026 بنام مدعا علیہ ہرگاہ کہ مدعی نے آپ کے خلاف دعویٰ دائر کیا ہے لہٰذا آپ کو بذریعہ اشتہار ہذا مطلع کیا جاتا ہے کہ آپ بتاریخ مقررہ بوقت 8:30 بجے صبح حاضر عدالت ہو کر جوابدعویٰ داخل کریں بصورت دیگر کارروائی یکطرفہ عمل میں لائی جائے گی آج بتاریخ 17 اپریل 2026 کو میرے دستخط اور مہر عدالت سے جاری کیا گیا۔ بعدالت جناب سینئر سول جج صاحب کراچی ساؤ: [604, 286, 717, 439]
news-text: بعدالت جناب سینئر سول جج صاحب کراچی ساؤتھ مقدمہ نمبر سال 2026 بنام مدعا علیہ ہرگاہ کہ مدعی نے آپ کے خلاف دعویٰ دائر کیا ہے لہٰذا آپ کو بذریعہ اشتہار ہذا مطلع کیا جاتا ہے کہ آپ بتاریخ مقررہ بوقت 8:30 بجے صبح حاضر عدالت ہو کر جوابدعویٰ داخل کریں بصورت دیگر کارروائی یکطرفہ عمل میں لائی جائے گی آج بتاریخ 17 اپریل 2026 کو میرے دستخط اور مہر عدالت سے جاری کیا گیا۔ بعدالت جناب سینئر سول جج صاحب کراچی ساؤتھ مقدمہ نمبر سال 2026 بنام مدعا علیہ ہرگاہ کہ مدعی نے آپ کے خلاف دعویٰ دائر کیا ہے لہٰذا آپ کو بذریعہ اشتہار ہذا مطلع کیا جاتا ہے کہ آپ بتاریخ مقررہ بوقت 8:30 بجے صبح حاضر عدالت ہو کر جوابدعویٰ داخل کریں بصورت دیگر کارروائی یکطرفہ عمل میں لائی جائے گی آج بتاریخ 17 اپریل 2026 کو میرے دستخط اور مہر عدالت سے جاری کیا گیا۔ بعدالت جناب سینئر سول جج صاحب کراچی ساؤ: [724, 1312, 837, 1465]
numbered-heading: [724, 613, 837, 627]
notice-code: Best-43: [364, 653, 479, 678]
news-text: بعدالت جناب سینئر سول جج صاحب کراچی ساؤتھ مقدمہ نمبر سال 2026 بنام مدعا علیہ ہرگاہ کہ مدعی نے آپ کے خلاف دعویٰ دائر کیا ہے لہٰذا آپ کو بذریعہ اشتہار ہذا مطلع کیا جاتا ہے کہ آپ بتاریخ مقررہ بوقت 8:30 بجے صبح حاضر عدالت ہو کر جوابدعویٰ داخل کریں بصورت دیگر کارروائی یکطرفہ عمل میں لائی جائے گی آج بتاریخ 17 اپریل 2026 کو میرے دستخط اور مہر عدالت سے جاری کیا گیا۔ بعدالت جناب سینئر سول جج صاحب کراچی ساؤتھ مقدمہ نمبر سال 2026 بنام مدعا علیہ ہرگاہ کہ مدعی نے آپ کے خلاف دعویٰ دائر کیا ہے لہٰذا آپ کو بذریعہ اشتہار ہذا مطلع کیا جاتا ہے کہ آپ بتاریخ مقررہ بوقت 8:30 بجے صبح حاضر عدالت ہو کر جوابدعویٰ داخل کریں بصورت دیگر کارروائی یکطرفہ عمل میں لائی جائے گی آج بتاریخ 17 اپریل 2026 کو میرے دستخط اور مہر عدالت سے جاری کیا گیا۔ بعدالت جناب سینئر سول جج صاحب کراچی ساؤ: [724, 799, 837, 952]
heading-number: نمبر2: [925, 317, 952, 329]
notice-code: Best-47: [244, 599, 357, 624]
news-text: بعدالت جناب سینئر سول جج صاحب کراچی ساؤتھ مقدمہ نمبر سال 2026 بنام مدعا علیہ ہرگاہ کہ مدعی نے آپ کے خلاف دعویٰ دائر کیا ہے لہٰذا آپ کو بذریعہ اشتہار ہذا مطلع کیا جاتا ہے کہ آپ بتاریخ مقررہ بوقت 8:30 بجے صبح حاضر عدالت ہو کر جوابدعویٰ داخل کریں بصورت دیگر کارروائی یکطرفہ عمل میں لائی جائے گی آج بتاریخ 17 اپریل 2026 کو میرے دستخط اور مہر عدالت سے جاری کیا گیا۔ بعدالت جناب سینئر سول جج صاحب کراچی ساؤتھ مقدمہ نمبر سال 2026 بنام مدعا علیہ ہرگاہ کہ مدعی نے آپ کے خلاف دعویٰ دائر کیا ہے لہٰذا آپ کو بذریعہ اشتہار ہذا مطلع کیا جاتا ہے کہ آپ بتاریخ مقررہ بوقت 8:30 بجے صبح حاضر عدالت ہو کر جوابدعویٰ داخل کریں بصورت دیگر کارروائی یکطرفہ عمل میں لائی جائے گی آج بتاریخ 17 اپریل 2026 کو میرے دستخط اور مہر عدالت سے جاری کیا گیا۔ بعدالت جناب سینئر سول جج صاحب کراچی ساؤ: [604, 1141, 717, 1294]
heading-number: نمبر19: [679, 614, 712, 626]
court-notice-text: بعدالت جناب سینئر سول جج صاحب کراچی ساؤتھ مقدمہ نمبر سال 2026 بنام مدعا علیہ ہرگاہ کہ مدعی نے آپ کے خلاف دعویٰ دائر کیا ہے لہٰذا آپ کو بذریعہ اشتہار ہذا مطلع کیا جاتا ہے کہ آپ بتاریخ مقررہ بوقت 8:30 بجے صبح حاضر عدالت ہو کر جوابدعویٰ داخل کریں بصورت دیگر کارروائی یکطرفہ عمل میں لائی جائے گی آج بتاریخ 17 اپریل 2026 کو میرے دستخط اور مہر عدالت سے جاری کیا گیا۔ بعدالت جناب سینئر سول جج صاحب کراچی ساؤتھ مقدمہ نمبر سال 2026 بنام مدعا علیہ ہرگاہ کہ مدعی نے آپ کے خلاف دعویٰ دائر کیا ہے لہٰذا آپ کو بذریعہ اشتہار ہذا مطلع کیا جاتا ہے کہ آپ بتاریخ مقررہ بوقت 8:30 بجے صبح حاضر عدالت ہو کر جوابدعویٰ داخل کریں بصورت دیگر کارروائی یکطرفہ عمل میں لائی جائے گی آج بتاریخ 17 اپریل 2026 کو میرے دستخط اور مہر عدالت سے جاری کیا گیا۔ بعدالت جناب سینئر سول جج صاحب کراچی ساؤتھ مقدمہ نمبر سال 2026 بنام مدعا علیہ ہرگاہ کہ مدعی نے آپ کے خلاف دعویٰ دائر کیا ہے لہٰذا آپ کو بذریعہ اشتہار ہذا مطلع کیا جاتا ہے کہ آپ بتاریخ مقررہ بوقت 8:30 بجے صبح حاضر عدالت ہو کر جوابدعویٰ داخل کریں بصورت دیگر کارروائی یکطرفہ عمل میں لائی جائے گی آج بتاریخ 17 اپریل 2026 کو میرے دستخط اور مہر عدالت سے جا: [124, 1266, 237, 1480]
news-text: بعدالت جناب سینئر سول جج صاحب کراچی ساؤتھ مقدمہ نمبر سال 2026 بنام مدعا علیہ ہرگاہ کہ مدعی نے آپ کے خلاف دعویٰ دائر کیا ہے لہٰذا آپ کو بذریعہ اشتہار ہذا مطلع کیا جاتا ہے کہ آپ بتاریخ مقررہ بوقت 8:30 بجے صبح حاضر عدالت ہو کر جوابدعویٰ داخل کریں بصورت دیگر کارروائی یکطرفہ عمل میں لائی جائے گی آج بتاریخ 17 اپریل 2026 کو میرے دستخط اور مہر عدالت سے جاری کیا گیا۔ بعدالت جناب سینئر سول جج صاحب کراچی ساؤتھ مقدمہ نمبر سال 2026 بنام مدعا علیہ ہرگاہ کہ مدعی نے آپ کے خلاف دعویٰ دائر کیا ہے لہٰذا آپ کو بذریعہ اشتہار ہذا مطلع کیا جاتا ہے کہ آپ بتاریخ مقررہ بوقت 8:30 بجے صبح حاضر عدالت ہو کر جوابدعویٰ داخل کریں بصورت دیگر کارروائی یکطرفہ عمل میں لائی جائے گی آج بتاریخ 17 اپریل 2026 کو میرے دستخط اور مہر عدالت سے جاری کیا گیا۔ بعدالت جناب سینئر سول جج صاحب کراچی ساؤ: [604, 628, 717, 781]
numbered-column-r4: [600, 34, 720, 1772]
classified-ad-rate: نرخ 100 روپے فی سطر: [367, 96, 476, 122]
notice-code: Crown-4: [244, 1432, 357, 1457]
page-header: [0, 0, 960, 32]
heading-number: نمبر1: [925, 40, 952, 52]
heading-number: نمبر4: [925, 872, 952, 884]
classifieds-column: [360, 34, 482, 1772]
notice-code: Crown-18: [124, 1722, 237, 1747]
numbered-heading: [604, 1126, 717, 1140]
court-notice-text: بعدالت جناب سینئر سول جج صاحب کراچی ساؤتھ مقدمہ نمبر سال 2026 بنام مدعا علیہ ہرگاہ کہ مدعی نے آپ کے خلاف دعویٰ دائر کیا ہے لہٰذا آپ کو بذریعہ اشتہار ہذا مطلع کیا جاتا ہے کہ آپ بتاریخ مقررہ بوقت 8:30 بجے صبح حاضر عدالت ہو کر جوابدعویٰ داخل کریں بصورت دیگر کارروائی یکطرفہ عمل میں لائی جائے گی آج بتاریخ 17 اپریل 2026 کو میرے دستخط اور مہر عدالت سے جاری کیا گیا۔ بعدالت جناب سینئر سول جج صاحب کراچی ساؤتھ مقدمہ نمبر سال 2026 بنام مدعا علیہ ہرگاہ کہ مدعی نے آپ کے خلاف دعویٰ دائر کیا ہے لہٰذا آپ کو بذریعہ اشتہار ہذا مطلع کیا جاتا ہے کہ آپ بتاریخ مقررہ بوقت 8:30 بجے صبح حاضر عدالت ہو کر جوابدعویٰ داخل کریں بصورت دیگر کارروائی یکطرفہ عمل میں لائی جائے گی آج بتاریخ 17 اپریل 2026 کو میرے دستخط اور مہر عدالت سے جاری کیا گیا۔ بعدالت جناب سینئر سول جج صاحب کراچی ساؤتھ مقدمہ نمبر سال 2026 بنام مدعا علیہ ہرگاہ کہ مدعی نے آپ کے خلاف دعویٰ دائر کیا ہے لہٰذا آپ کو بذریعہ اشتہار ہذا مطلع کیا جاتا ہے کہ آپ بتاریخ مقررہ بوقت 8:30 بجے صبح حاضر عدالت ہو کر جوابدعویٰ داخل کریں بصورت دیگر کارروائی یکطرفہ عمل میں لائی جائے گی آج بتاریخ 17 اپریل 2026 کو میرے دستخط اور مہر عدالت سے جاری کیا گیا۔ بعدالت جناب سینئر سول جج صاحب کراچی ساؤتھ مقدمہ نمبر سال 2026 بنام مدعا علیہ ہرگاہ کہ مدعی نے آپ کے خلاف دعویٰ دائر کیا ہے لہٰذا آپ کو بذریعہ اشتہار ہذا مطلع کیا جاتا ہے کہ آپ بتاریخ م: [244, 345, 357, 596]
court-notice-text: بعدالت جناب سینئر سول جج صاحب کراچی ساؤتھ مقدمہ نمبر سال 2026 بنام مدعا علیہ ہرگاہ کہ مدعی نے آپ کے خلاف دعویٰ دائر کیا ہے لہٰذا آپ کو بذریعہ اشتہار ہذا مطلع کیا جاتا ہے کہ آپ بتاریخ مقررہ بوقت 8:30 بجے صبح حاضر عدالت ہو کر جوابدعویٰ داخل کریں بصورت دیگر کارروائی یکطرفہ عمل میں لائی جائے گی آج بتاریخ 17 اپریل 2026 کو میرے دستخط اور مہر عدالت سے جاری کیا گیا۔ بعدالت جناب سینئر سول جج صاحب کراچی ساؤتھ مقدمہ نمبر سال 2026 بنام مدعا علیہ ہرگاہ کہ مدعی نے آپ کے خلاف دعویٰ دائر کیا ہے لہٰذا آپ کو بذریعہ اشتہار ہذا مطلع کیا جاتا ہے کہ آپ بتاریخ مقررہ بوقت 8:30 بجے صبح حاضر عدالت ہو کر جوابدعویٰ داخل کریں بصورت دیگر کارروائی یکطرفہ عمل میں لائی جائے گی آج بتاریخ 17 اپریل 2026 کو میرے دستخط اور مہر عدالت سے جاری کیا گیا۔ بعدالت جناب سینئر سول جج صاحب کراچی ساؤتھ مقدمہ نمبر سال 2026 بنام مدعا علیہ ہرگاہ کہ مدعی نے آپ کے خلاف دعویٰ دائر کیا ہے لہٰذا آپ کو بذریعہ اشتہار ہذا مطلع کیا جاتا ہے کہ آپ بتاریخ مقررہ بوقت 8:30 بجے صبح حاضر عدالت ہو کر جوابدعویٰ داخل کریں بصورت دیگر کارروائی یکطرفہ عمل میں لائی جائے گی آج بتاریخ 17 اپریل 2026 کو میرے دستخط اور مہر عدالت سے جا: [124, 1027, 237, 1240]
heading-number: نمبر21: [679, 956, 712, 968]
urdu-masthead: ⑤ روزنامہ امت کراچی ۱۸اپریل ۲۰۲۶ء: [733, 4, 954, 18]
news-text: بعدالت جناب سینئر سول جج صاحب کراچی ساؤتھ مقدمہ نمبر سال 2026 بنام مدعا علیہ ہرگاہ کہ مدعی نے آپ کے خلاف دعویٰ دائر کیا ہے لہٰذا آپ کو بذریعہ اشتہار ہذا مطلع کیا جاتا ہے کہ آپ بتاریخ مقررہ بوقت 8:30 بجے صبح حاضر عدالت ہو کر جوابدعویٰ داخل کریں بصورت دیگر کارروائی یکطرفہ عمل میں لائی جائے گی آج بتاریخ 17 اپریل 2026 کو میرے دستخط اور مہر عدالت سے جاری کیا گیا۔ بعدالت جناب سینئر سول جج صاحب کراچی ساؤتھ مقدمہ نمبر سال 2026 بنام مدعا علیہ ہرگاہ کہ مدعی نے آپ کے خلاف دعویٰ دائر کیا ہے لہٰذا آپ کو بذریعہ اشتہار ہذا مطلع کیا جاتا ہے کہ آپ بتاریخ مقررہ بوقت 8:30 بجے صبح حاضر عدالت ہو کر جوابدعویٰ داخل کریں بصورت دیگر کارروائی یکطرفہ عمل میں لائی جائے گی آج بتاریخ 17 اپریل 2026 کو میرے دستخط اور مہر عدالت سے جاری کیا گیا۔ بعدالت جناب سینئر سول جج صاحب کراچی ساؤ: [724, 1141, 837, 1294]
court-notice-text: بعدالت جناب سینئر سول جج صاحب کراچی ساؤتھ مقدمہ نمبر سال 2026 بنام مدعا علیہ ہرگاہ کہ مدعی نے آپ کے خلاف دعویٰ دائر کیا ہے لہٰذا آپ کو بذریعہ اشتہار ہذا مطلع کیا جاتا ہے کہ آپ بتاریخ مقررہ بوقت 8:30 بجے صبح حاضر عدالت ہو کر جوابدعویٰ داخل کریں بصورت دیگر کارروائی یکطرفہ عمل میں لائی جائے گی آج بتاریخ 17 اپریل 2026 کو میرے دستخط اور مہر عدالت سے جاری کیا گیا۔ بعدالت جناب سینئر سول جج صاحب کراچی ساؤتھ مقدمہ نمبر سال 2026 بنام مدعا علیہ ہرگاہ کہ مدعی نے آپ کے خلاف دعویٰ دائر کیا ہے لہٰذا آپ کو بذریعہ اشتہار ہذا مطلع کیا جاتا ہے کہ آپ بتاریخ مقررہ بوقت 8:30 بجے صبح حاضر عدالت ہو کر جوابدعویٰ داخل کریں بصورت دیگر کارروائی یکطرفہ عمل میں لائی جائے گی آج بتاریخ 17 اپریل 2026 کو میرے دستخط اور مہر عدالت سے جاری کیا گیا۔ بعدالت جناب سینئر سول جج صاحب کراچی ساؤتھ مقدمہ نمبر سال 2026 بنام مدعا علیہ ہرگاہ کہ مدعی نے آپ کے خلاف دعویٰ دائر کیا ہے لہٰذا آپ کو بذریعہ اشتہار ہذا مطلع کیا جاتا ہے کہ آپ بتاریخ مقررہ بوقت 8:30 بجے صبح حاضر عدالت ہو کر جوابدعویٰ داخل کریں بصورت دیگر کارروائی یکطرفہ عمل میں لائی جائے گی آج بتاریخ 17 اپریل 2026 کو میرے دستخط اور مہر عدالت سے جا: [124, 307, 237, 520]
numbered-heading: [724, 1468, 837, 1482]
numbered-heading: [604, 1297, 717, 1311]
court-notice-text: بعدالت جناب سینئر سول جج صاحب کراچی ساؤتھ مقدمہ نمبر سال 2026 بنام مدعا علیہ ہرگاہ کہ مدعی نے آپ کے خلاف دعویٰ دائر کیا ہے لہٰذا آپ کو بذریعہ اشتہار ہذا مطلع کیا جاتا ہے کہ آپ بتاریخ مقررہ بوقت 8:30 بجے صبح حاضر عدالت ہو کر جوابدعویٰ داخل کریں بصورت دیگر کارروائی یکطرفہ عمل میں لائی جائے گی آج بتاریخ 17 اپریل 2026 کو میرے دستخط اور مہر عدالت سے جاری کیا گیا۔ بعدالت جناب سینئر سول جج صاحب کراچی ساؤتھ مقدمہ نمبر سال 2026 بنام مدعا علیہ ہرگاہ کہ مدعی نے آپ کے خلاف دعویٰ دائر کیا ہے لہٰذا آپ کو بذریعہ اشتہار ہذا مطلع کیا جاتا ہے کہ آپ بتاریخ مقررہ بوقت 8:30 بجے صبح حاضر عدالت ہو کر جوابدعویٰ داخل کریں بصورت دیگر کارروائی یکطرفہ عمل میں لائی جائے گی آج بتاریخ 17 اپریل 2026 کو میرے دستخط اور مہر عدالت سے جاری کیا گیا۔ بعدالت جناب سینئر سول جج صاحب کراچی ساؤتھ مقدمہ نمبر سال 2026 بنام مدعا علیہ ہرگاہ کہ مدعی نے آپ کے خلاف دعویٰ دائر کیا ہے لہٰذا آپ کو بذریعہ اشتہار ہذا مطلع کیا جاتا ہے کہ آپ بتاریخ مقررہ بوقت 8:30 بجے صبح حاضر عدالت ہو کر جوابدعویٰ داخل کریں بصورت دیگر کارروائی یکطرفہ عمل میں لائی جائے گی آج بتاریخ 17 اپریل 2026 کو میرے دستخط اور مہ: [364, 1142, 479, 1348]
court-notice-caption: [124, 36, 237, 68]
news-text: بعدالت جناب سینئر سول جج صاحب کراچی ساؤتھ مقدمہ نمبر سال 2026 بنام مدعا علیہ ہرگاہ کہ مدعی نے آپ کے خلاف دعویٰ دائر کیا ہے لہٰذا آپ کو بذریعہ اشتہار ہذا مطلع کیا جاتا ہے کہ آپ بتاریخ مقررہ بوقت 8:30 بجے صبح حاضر عدالت ہو کر جوابدعویٰ داخل کریں بصورت دیگر کارروائی یکطرفہ عمل میں لائی جائے گی آج بتاریخ 17 اپریل 2026 کو میرے دستخط اور مہر عدالت سے جاری کیا گیا۔ بعدالت جناب سینئر سول جج صاحب کراچی ساؤتھ مقدمہ نمبر سال 2026 بنام مدعا علیہ ہرگاہ کہ مدعی نے آپ کے خلاف دعویٰ دائر کیا ہے لہٰذا آپ کو بذریعہ اشتہار ہذا مطلع کیا جاتا ہے کہ آپ بتاریخ مقررہ بوقت 8:30 بجے صبح حاضر عدالت ہو کر جوابدعویٰ داخل کریں بصورت دیگر کارروائی یکطرفہ عمل میں لائی جائے گی آج بتاریخ 17 اپریل 2026 کو میرے دستخط اور مہر عدالت سے جاری کیا گیا۔ بعدالت جناب سینئر سول جج صاحب کراچی ساؤتھ مقدمہ نمبر سال 2026 بنام مدعا علیہ ہرگاہ کہ مدعی نے آپ کے خلاف دعویٰ دائر کیا ہے لہٰذا آپ کو بذریعہ اشتہار ہذا مطلع کیا جاتا ہے کہ آپ بتاریخ مقررہ بوقت 8:30 بجے صبح حاضر عدالت ہو کر جوابدعویٰ داخل کریں بصورت دیگر کارروائی یکطرفہ عمل میں لائی جائے گی آج بتاریخ 17 اپریل 2026 کو میرے دستخط اور مہر عدالت سے جاری کیا گیا۔ بعدالت جناب سینئر سول جج صاحب کراچی ساؤتھ مقدمہ نمبر سال 2026 بنام مدعا علیہ ہرگاہ کہ مدعی نے آپ کے خلاف دعویٰ دائر کیا ہے لہٰذا آپ کو بذریعہ اشتہار ہذا مطلع کیا جاتا ہے کہ آپ بتاریخ مقررہ بوقت 8:30 بجے صبح حاضر عدالت ہ: [844, 887, 957, 1145]
court-notice-text: بعدالت جناب سینئر سول جج صاحب کراچی ساؤتھ مقدمہ نمبر سال 2026 بنام مدعا علیہ ہرگاہ کہ مدعی نے آپ کے خلاف دعویٰ دائر کیا ہے لہٰذا آپ کو بذریعہ اشتہار ہذا مطلع کیا جاتا ہے کہ آپ بتاریخ مقررہ بوقت 8:30 بجے صبح حاضر عدالت ہو کر جوابدعویٰ داخل کریں بصورت دیگر کارروائی یکطرفہ عمل میں لائی جائے گی آج بتاریخ 17 اپریل 2026 کو میرے دستخط اور مہر عدالت سے جاری کیا گیا۔ بعدالت جناب سینئر سول جج صاحب کراچی ساؤتھ مقدمہ نمبر سال 2026 بنام مدعا علیہ ہرگاہ کہ مدعی نے آپ کے خلاف دعویٰ دائر کیا ہے لہٰذا آپ کو بذریعہ اشتہار ہذا مطلع کیا جاتا ہے کہ آپ بتاریخ مقررہ بوقت 8:30 بجے صبح حاضر عدالت ہو کر جوابدعویٰ داخل کریں بصورت دیگر کارروائی یکطرفہ عمل میں لائی جائے گی آج بتاریخ 17 اپریل 2026 کو میرے دستخط اور مہر عدالت سے جاری کیا گیا۔ بعدالت جناب سینئر سول جج صاحب کراچی ساؤتھ مقدمہ نمبر سال 2026 بنام مدعا علیہ ہرگاہ کہ مدعی نے آپ کے خلاف دعویٰ دائر کیا ہے لہٰذا آپ کو بذریعہ اشتہار ہذا مطلع کیا جاتا ہے کہ آپ بتاریخ مقررہ بوقت 8:30 بجے صبح حاضر عدالت ہو کر جوابدعویٰ داخل کریں بصورت دیگر کارروائی یکطرفہ عمل میں لائی جائے گی آج بتاریخ 17 اپریل 2026 کو میرے دستخط اور مہر عدالت سے جاری کیا گیا۔ بعدالت جناب سینئر سول جج صاحب کراچی ساؤتھ مقدمہ نمبر سال 2026 بنام مدعا علیہ ہرگاہ کہ مدعی نے آپ کے خلاف دعویٰ دائر کیا ہے لہٰذا آپ کو بذریعہ اشتہار ہذا مطلع کیا جاتا ہے کہ آپ بتاریخ م: [244, 623, 357, 874]
court-notice-title: کورٹ نوٹس: [370, 188, 445, 205]
notice-code: Crown-18: [3, 1718, 117, 1743]
heading-number: نمبر22: [679, 1127, 712, 1139]
heading-number: نمبر16: [679, 101, 712, 113]
court-notice-text: بعدالت جناب سینئر سول جج صاحب کراچی ساؤتھ مقدمہ نمبر سال 2026 بنام مدعا علیہ ہرگاہ کہ مدعی نے آپ کے خلاف دعویٰ دائر کیا ہے لہٰذا آپ کو بذریعہ اشتہار ہذا مطلع کیا جاتا ہے کہ آپ بتاریخ مقررہ بوقت 8:30 بجے صبح حاضر عدالت ہو کر جوابدعویٰ داخل کریں بصورت دیگر کارروائی یکطرفہ عمل میں لائی جائے گی آج بتاریخ 17 اپریل 2026 کو میرے دستخط اور مہر عدالت سے جاری کیا گیا۔ بعدالت جناب سینئر سول جج صاحب کراچی ساؤتھ مقدمہ نمبر سال 2026 بنام مدعا علیہ ہرگاہ کہ مدعی نے آپ کے خلاف دعویٰ دائر کیا ہے لہٰذا آپ کو بذریعہ اشتہار ہذا مطلع کیا جاتا ہے کہ آپ بتاریخ مقررہ بوقت 8:30 بجے صبح حاضر عدالت ہو کر جوابدعویٰ داخل کریں بصورت دیگر کارروائی یکطرفہ عمل میں لائی جائے گی آج بتاریخ 17 اپریل 2026 کو میرے دستخط اور مہر عدالت سے جاری کیا گیا۔ بعدالت جناب سینئر سول جج صاحب کراچی ساؤتھ مقدمہ نمبر سال 2026 بنام مدعا علیہ ہرگاہ کہ مدعی نے آپ کے خلاف دعویٰ دائر کیا ہے لہٰذا آپ کو بذریعہ اشتہار ہذا مطلع کیا جاتا ہے کہ آپ بتاریخ مقررہ بوقت 8:30 بجے صبح حاضر عدالت ہو کر جوابدعویٰ داخل کریں بصورت دیگر کارروائی یکطرفہ عمل میں لائی جائے گی آج بتاریخ 17 اپریل 2026 کو میرے دستخط اور مہر عدالت سے جا: [124, 68, 237, 281]
court-notice-text: بعدالت جناب سینئر سول جج صاحب کراچی ساؤتھ مقدمہ نمبر سال 2026 بنام مدعا علیہ ہرگاہ کہ مدعی نے آپ کے خلاف دعویٰ دائر کیا ہے لہٰذا آپ کو بذریعہ اشتہار ہذا مطلع کیا جاتا ہے کہ آپ بتاریخ مقررہ بوقت 8:30 بجے صبح حاضر عدالت ہو کر جوابدعویٰ داخل کریں بصورت دیگر کارروائی یکطرفہ عمل میں لائی جائے گی آج بتاریخ 17 اپریل 2026 کو میرے دستخط اور مہر عدالت سے جاری کیا گیا۔ بعدالت جناب سینئر سول جج صاحب کراچی ساؤتھ مقدمہ نمبر سال 2026 بنام مدعا علیہ ہرگاہ کہ مدعی نے آپ کے خلاف دعویٰ دائر کیا ہے لہٰذا آپ کو بذریعہ اشتہار ہذا مطلع کیا جاتا ہے کہ آپ بتاریخ مقررہ بوقت 8:30 بجے صبح حاضر عدالت ہو کر جوابدعویٰ داخل کریں بصورت دیگر کارروائی یکطرفہ عمل میں لائی جائے گی آج بتاریخ 17 اپریل 2026 کو میرے دستخط اور مہر عدالت سے جاری کیا گیا۔ بعدالت جناب سینئر سول جج صاحب کراچی ساؤتھ مقدمہ نمبر سال 2026 بنام مدعا علیہ ہرگاہ کہ مدعی نے آپ کے خلاف دعویٰ دائر کیا ہے لہٰذا آپ کو بذریعہ اشتہار ہذا مطلع کیا جاتا ہے کہ آپ بتاریخ مقررہ بوقت 8:30 بجے صبح حا: [3, 1533, 117, 1716]
court-notice-text: بعدالت جناب سینئر سول جج صاحب کراچی ساؤتھ مقدمہ نمبر سال 2026 بنام مدعا علیہ ہرگاہ کہ مدعی نے آپ کے خلاف دعویٰ دائر کیا ہے لہٰذا آپ کو بذریعہ اشتہار ہذا مطلع کیا جاتا ہے کہ آپ بتاریخ مقررہ بوقت 8:30 بجے صبح حاضر عدالت ہو کر جوابدعویٰ داخل کریں بصورت دیگر کارروائی یکطرفہ عمل میں لائی جائے گی آج بتاریخ 17 اپریل 2026 کو میرے دستخط اور مہر عدالت سے جاری کیا گیا۔ بعدالت جناب سینئر سول جج صاحب کراچی ساؤتھ مقدمہ نمبر سال 2026 بنام مدعا علیہ ہرگاہ کہ مدعی نے آپ کے خلاف دعویٰ دائر کیا ہے لہٰذا آپ کو بذریعہ اشتہار ہذا مطلع کیا جاتا ہے کہ آپ بتاریخ مقررہ بوقت 8:30 بجے صبح حاضر عدالت ہو کر جوابدعویٰ داخل کریں بصورت دیگر کارروائی یکطرفہ عمل میں لائی جائے گی آج بتاریخ 17 اپریل 2026 کو میرے دستخط اور مہر عدالت سے جاری کیا گیا۔ بعدالت جناب سینئر سول جج صاحب کراچی ساؤتھ مقدمہ نمبر سال 2026 بنام مدعا علیہ ہرگاہ کہ مدعی نے آپ کے خلاف دعویٰ دائر کیا ہے لہٰذا آپ کو بذریعہ اشتہار ہذا مطلع کیا جاتا ہے کہ آپ بتاریخ مقررہ بوقت 8:30 بجے صبح حاضر عدالت ہو کر جوابدعویٰ داخل کریں بصورت دیگر کارروائی یکطرفہ عمل میں لائی جائے گی آج بتاریخ 17 اپریل 2026 کو میرے دستخط اور مہ: [364, 446, 479, 651]
notice-code: Crown-23: [3, 881, 117, 906]
heading-number: نمبر14: [799, 1298, 832, 1310]
newspaper-page: [0, 34, 960, 1772]
numbered-heading: [604, 442, 717, 456]
notice-code: Best-45: [364, 886, 479, 911]
news-text: بعدالت جناب سینئر سول جج صاحب کراچی ساؤتھ مقدمہ نمبر سال 2026 بنام مدعا علیہ ہرگاہ کہ مدعی نے آپ کے خلاف دعویٰ دائر کیا ہے لہٰذا آپ کو بذریعہ اشتہار ہذا مطلع کیا جاتا ہے کہ آپ بتاریخ مقررہ بوقت 8:30 بجے صبح حاضر عدالت ہو کر جوابدعویٰ داخل کریں بصورت دیگر کارروائی یکطرفہ عمل میں لائی جائے گی آج بتاریخ 17 اپری: [604, 36, 717, 97]
news-text: بعدالت جناب سینئر سول جج صاحب کراچی ساؤتھ مقدمہ نمبر سال 2026 بنام مدعا علیہ ہرگاہ کہ مدعی نے آپ کے خلاف دعویٰ دائر کیا ہے لہٰذا آپ کو بذریعہ اشتہار ہذا مطلع کیا جاتا ہے کہ آپ بتاریخ مقررہ بوقت 8:30 بجے صبح حاضر عدالت ہو کر جوابدعویٰ داخل کریں بصورت دیگر کارروائی یکطرفہ عمل میں لائی جائے گی آج بتاریخ 17 اپریل 2026 کو میرے دستخط اور مہر عدالت سے جاری کیا گیا۔ بعدالت جناب سینئر سول جج صاحب کراچی ساؤتھ مقدمہ نمبر سال 2026 بنام مدعا علیہ ہرگاہ کہ مدعی نے آپ کے خلاف دعویٰ دائر کیا ہے لہٰذا آپ کو بذریعہ اشتہار ہذا مطلع کیا جاتا ہے کہ آپ بتاریخ مقررہ بوقت 8:30 بجے صبح حاضر عدالت ہو کر جوابدعویٰ داخل کریں بصورت دیگر کارروائی یکطرفہ عمل میں لائی جائے گی آج بتاریخ 17 اپریل 2026 کو میرے دستخط اور مہر عدالت سے جاری کیا گیا۔ بعدالت جناب سینئر سول جج صاحب کراچی ساؤ: [604, 799, 717, 952]
english-masthead: THE DAILY UMMAT KARACHI,SATURDAY APRIL 18,2026: [4, 6, 388, 22]
numbered-heading: [844, 316, 957, 330]
heading-number: نمبر6: [925, 1427, 952, 1439]
court-notice-text: بعدالت جناب سینئر سول جج صاحب کراچی ساؤتھ مقدمہ نمبر سال 2026 بنام مدعا علیہ ہرگاہ کہ مدعی نے آپ کے خلاف دعویٰ دائر کیا ہے لہٰذا آپ کو بذریعہ اشتہار ہذا مطلع کیا جاتا ہے کہ آپ بتاریخ مقررہ بوقت 8:30 بجے صبح حاضر عدالت ہو کر جوابدعویٰ داخل کریں بصورت دیگر کارروائی یکطرفہ عمل میں لائی جائے گی آج بتاریخ 17 اپریل 2026 کو میرے دستخط اور مہر عدالت سے جاری کیا گیا۔ بعدالت جناب سینئر سول جج صاحب کراچی ساؤتھ مقدمہ نمبر سال 2026 بنام مدعا علیہ ہرگاہ کہ مدعی نے آپ کے خلاف دعویٰ دائر کیا ہے لہٰذا آپ کو بذریعہ اشتہار ہذا مطلع کیا جاتا ہے کہ آپ بتاریخ مقررہ بوقت 8:30 بجے صبح حاضر عدالت ہو کر جوابدعویٰ داخل کریں بصورت دیگر کارروائی یکطرفہ عمل میں لائی جائے گی آج بتاریخ 17 اپریل 2026 کو میرے دستخط اور مہر عدالت سے جاری کیا گیا۔ بعدالت جناب سینئر سول جج صاحب کراچی ساؤتھ مقدمہ نمبر سال 2026 بنام مدعا علیہ ہرگاہ کہ مدعی نے آپ کے خلاف دعویٰ دائر کیا ہے لہٰذا آپ کو بذریعہ اشتہار ہذا مطلع کیا جاتا ہے کہ آپ بتاریخ مقررہ بوقت 8:30 بجے صبح حاضر عدالت ہو کر جوابدعویٰ داخل کریں بصورت دیگر کارروائی یکطرفہ عمل میں لائی جائے گی آج بتاریخ 17 اپریل 2026 کو میرے دستخط اور مہر عدالت سے جاری کیا گیا۔ بعدالت جناب سینئر سول جج صاحب کراچی ساؤتھ مقدمہ نمبر سال 2026 بنام مدعا علیہ ہرگاہ کہ مدعی نے آپ کے خلاف دعویٰ دائر کیا ہے لہٰذا آپ کو بذریعہ اشتہار ہذا مطلع کیا جاتا ہے کہ آپ بتاریخ م: [244, 68, 357, 318]
court-notice-caption: [3, 36, 117, 68]
court-notice-text: بعدالت جناب سینئر سول جج صاحب کراچی ساؤتھ مقدمہ نمبر سال 2026 بنام مدعا علیہ ہرگاہ کہ مدعی نے آپ کے خلاف دعویٰ دائر کیا ہے لہٰذا آپ کو بذریعہ اشتہار ہذا مطلع کیا جاتا ہے کہ آپ بتاریخ مقررہ بوقت 8:30 بجے صبح حاضر عدالت ہو کر جوابدعویٰ داخل کریں بصورت دیگر کارروائی یکطرفہ عمل میں لائی جائے گی آج بتاریخ 17 اپریل 2026 کو میرے دستخط اور مہر عدالت سے جاری کیا گیا۔ بعدالت جناب سینئر سول جج صاحب کراچی ساؤتھ مقدمہ نمبر سال 2026 بنام مدعا علیہ ہرگاہ کہ مدعی نے آپ کے خلاف دعویٰ دائر کیا ہے لہٰذا آپ کو بذریعہ اشتہار ہذا مطلع کیا جاتا ہے کہ آپ بتاریخ مقررہ بوقت 8:30 بجے صبح حاضر عدالت ہو کر جوابدعویٰ داخل کریں بصورت دیگر کارروائی یکطرفہ عمل میں لائی جائے گی آج بتاریخ 17 اپریل 2026 کو میرے دستخط اور مہر عدالت سے جاری کیا گیا۔ بعدالت جناب سینئر سول جج صاحب کراچی ساؤتھ مقدمہ نمبر سال 2026 بنام مدعا علیہ ہرگاہ کہ مدعی نے آپ کے خلاف دعویٰ دائر کیا ہے لہٰذا آپ کو بذریعہ اشتہار ہذا مطلع کیا جاتا ہے کہ آپ بتاریخ مقررہ بوقت 8:30 بجے صبح حاضر عدالت ہو کر جوابدعویٰ داخل کریں بصورت دیگر کارروائی یکطرفہ عمل میں لائی جائے گی آج بتاریخ 17 اپریل 2026 کو میرے دستخط اور مہر عدالت سے جا: [124, 547, 237, 760]
classified-ad-note: اشتہار کی بکنگ کیلئے رابطہ کریں: [378, 124, 465, 142]
court-notice-text: بعدالت جناب سینئر سول جج صاحب کراچی ساؤتھ مقدمہ نمبر سال 2026 بنام مدعا علیہ ہرگاہ کہ مدعی نے آپ کے خلاف دعویٰ دائر کیا ہے لہٰذا آپ کو بذریعہ اشتہار ہذا مطلع کیا جاتا ہے کہ آپ بتاریخ مقررہ بوقت 8:30 بجے صبح حاضر عدالت ہو کر جوابدعویٰ داخل کریں بصورت دیگر کارروائی یکطرفہ عمل میں لائی جائے گی آج بتاریخ 17 اپریل 2026 کو میرے دستخط اور مہر عدالت سے جاری کیا گیا۔ بعدالت جناب سینئر سول جج صاحب کراچی ساؤتھ مقدمہ نمبر سال 2026 بنام مدعا علیہ ہرگاہ کہ مدعی نے آپ کے خلاف دعویٰ دائر کیا ہے لہٰذا آپ کو بذریعہ اشتہار ہذا مطلع کیا جاتا ہے کہ آپ بتاریخ مقررہ بوقت 8:30 بجے صبح حاضر عدالت ہو کر جوابدعویٰ داخل کریں بصورت دیگر کارروائی یکطرفہ عمل میں لائی جائے گی آج بتاریخ 17 اپریل 2026 کو میرے دستخط اور مہر عدالت سے جاری کیا گیا۔ بعدالت جناب سینئر سول جج صاحب کراچی ساؤتھ مقدمہ نمبر سال 2026 بنام مدعا علیہ ہرگاہ کہ مدعی نے آپ کے خلاف دعویٰ دائر کیا ہے لہٰذا آپ کو بذریعہ اشتہار ہذا مطلع کیا جاتا ہے کہ آپ بتاریخ مقررہ بوقت 8:30 بجے صبح حاضر عدالت ہو کر جوابدعویٰ داخل کریں بصورت دیگر کارروائی یکطرفہ عمل میں لائی جائے گی آج بتاریخ 17 اپریل 2026 کو میرے دستخط اور مہر عدالت سے جا: [124, 1506, 237, 1719]
notice-code: Crown-13: [124, 1242, 237, 1267]
notice-code: Crown-9: [124, 523, 237, 548]
notice-code: Best-48: [244, 321, 357, 346]
notice-code: Crown-14: [124, 1482, 237, 1507]
numbered-heading: [844, 1149, 957, 1163]
court-notice-text: بعدالت جناب سینئر سول جج صاحب کراچی ساؤتھ مقدمہ نمبر سال 2026 بنام مدعا علیہ ہرگاہ کہ مدعی نے آپ کے خلاف دعویٰ دائر کیا ہے لہٰذا آپ کو بذریعہ اشتہار ہذا مطلع کیا جاتا ہے کہ آپ بتاریخ مقررہ بوقت 8:30 بجے صبح حاضر عدالت ہو کر جوابدعویٰ داخل کریں بصورت دیگر کارروائی یکطرفہ عمل میں لائی جائے گی آج بتاریخ 17 اپریل 2026 کو میرے دستخط اور مہر عدالت سے جاری کیا گیا۔ بعدالت جناب سینئر سول جج صاحب کراچی ساؤتھ مقدمہ نمبر سال 2026 بنام مدعا علیہ ہرگاہ کہ مدعی نے آپ کے خلاف دعویٰ دائر کیا ہے لہٰذا آپ کو بذریعہ اشتہار ہذا مطلع کیا جاتا ہے کہ آپ بتاریخ مقررہ بوقت 8:30 بجے صبح حاضر عدالت ہو کر جوابدعویٰ داخل کریں بصورت دیگر کارروائی یکطرفہ عمل میں لائی جائے گی آج بتاریخ 17 اپریل 2026 کو میرے دستخط اور مہر عدالت سے جاری کیا گیا۔ بعدالت جناب سینئر سول جج صاحب کراچی ساؤتھ مقدمہ نمبر سال 2026 بنام مدعا علیہ ہرگاہ کہ مدعی نے آپ کے خلاف دعویٰ دائر کیا ہے لہٰذا آپ کو بذریعہ اشتہار ہذا مطلع کیا جاتا ہے کہ آپ بتاریخ مقررہ بوقت 8:30 بجے صبح حا: [3, 277, 117, 460]
heading-number: نمبر20: [679, 785, 712, 797]
court-notice-text: بعدالت جناب سینئر سول جج صاحب کراچی ساؤتھ مقدمہ نمبر سال 2026 بنام مدعا علیہ ہرگاہ کہ مدعی نے آپ کے خلاف دعویٰ دائر کیا ہے لہٰذا آپ کو بذریعہ اشتہار ہذا مطلع کیا جاتا ہے کہ آپ بتاریخ مقررہ بوقت 8:30 بجے صبح حاضر عدالت ہو کر جوابدعویٰ داخل کریں بصورت دیگر کارروائی یکطرفہ عمل میں لائی جائے گی آج بتاریخ 17 اپریل 2026 کو میرے دستخط اور مہر عدالت سے جاری کیا گیا۔ بعدالت جناب سینئر سول جج صاحب کراچی ساؤتھ مقدمہ نمبر سال 2026 بنام مدعا علیہ ہرگاہ کہ مدعی نے آپ کے خلاف دعویٰ دائر کیا ہے لہٰذا آپ کو بذریعہ اشتہار ہذا مطلع کیا جاتا ہے کہ آپ بتاریخ مقررہ بوقت 8:30 بجے صبح حاضر عدالت ہو کر جوابدعویٰ داخل کریں بصورت دیگر کارروائی یکطرفہ عمل میں لائی جائے گی آج بتاریخ 17 اپریل 2026 کو میرے دستخط اور مہر عدالت سے جاری کیا گیا۔ بعدالت جناب سینئر سول جج صاحب کراچی ساؤتھ مقدمہ نمبر سال 2026 بنام مدعا علیہ ہرگاہ کہ مدعی نے آپ کے خلاف دعویٰ دائر کیا ہے لہٰذا آپ کو بذریعہ اشتہار ہذا مطلع کیا جاتا ہے کہ آپ بتاریخ مقررہ بوقت 8:30 بجے صبح حاضر عدالت ہو کر جوابدعویٰ داخل کریں بصورت دیگر کارروائی یکطرفہ عمل میں لائی جائے گی آج بتاریخ 17 اپریل 2026 کو میرے دستخط اور مہ: [364, 1374, 479, 1580]
notice-code: Crown-10: [124, 762, 237, 787]
news-text: بعدالت جناب سینئر سول جج صاحب کراچی ساؤتھ مقدمہ نمبر سال 2026 بنام مدعا علیہ ہرگاہ کہ مدعی نے آپ کے خلاف دعویٰ دائر کیا ہے لہٰذا آپ کو بذریعہ اشتہار ہذا مطلع کیا جاتا ہے کہ آپ بتاریخ مقررہ بوقت 8:30 بجے صبح حاضر عدالت ہو کر جوابدعویٰ داخل کریں بصورت دیگر کارروائی یکطرفہ عمل میں لائی جائے گی آج بتاریخ 17 اپریل 2026 کو میرے دستخط اور مہر عدالت سے جاری کیا گیا۔ بعدالت جناب سینئر سول جج صاحب کراچی ساؤتھ مقدمہ نمبر سال 2026 بنام مدعا علیہ ہرگاہ کہ مدعی نے آپ کے خلاف دعویٰ دائر کیا ہے لہٰذا آپ کو بذریعہ اشتہار ہذا مطلع کیا جاتا ہے کہ آپ بتاریخ مقررہ بوقت 8:30 بجے صبح حاضر عدالت ہو کر جوابدعویٰ داخل کریں بصورت دیگر کارروائی یکطرفہ عمل میں لائی جائے گی آج بتاریخ 17 اپریل 2026 کو میرے دستخط اور مہر عدالت سے جاری کیا گیا۔ بعدالت جناب سینئر سول جج صاحب کراچی ساؤ: [604, 457, 717, 610]
classified-ad-phone: 021-35655270,71,72: [374, 144, 469, 174]
notice-code: Crown-29: [3, 1509, 117, 1534]
numbered-heading: [604, 1468, 717, 1482]
court-notice-text: بعدالت جناب سینئر سول جج صاحب کراچی ساؤتھ مقدمہ نمبر سال 2026 بنام مدعا علیہ ہرگاہ کہ مدعی نے آپ کے خلاف دعویٰ دائر کیا ہے لہٰذا آپ کو بذریعہ اشتہار ہذا مطلع کیا جاتا ہے کہ آپ بتاریخ مقررہ بوقت 8:30 بجے صبح حاضر عدالت ہو کر جوابدعویٰ داخل کریں بصورت دیگر کارروائی یکطرفہ عمل میں لائی جائے گی آج بتاریخ 17 اپریل 2026 کو میرے دستخط اور مہر عدالت سے جاری کیا گیا۔ بعدالت جناب سینئر سول جج صاحب کراچی ساؤتھ مقدمہ نمبر سال 2026 بنام مدعا علیہ ہرگاہ کہ مدعی نے آپ کے خلاف دعویٰ دائر کیا ہے لہٰذا آپ کو بذریعہ اشتہار ہذا مطلع کیا جاتا ہے کہ آپ بتاریخ مقررہ بوقت 8:30 بجے صبح حاضر عدالت ہو کر جوابدعویٰ داخل کریں بصورت دیگر کارروائی یکطرفہ عمل میں لائی جائے گی آج بتاریخ 17 اپریل 2026 کو میرے دستخط اور مہر عدالت سے جاری کیا گیا۔ بعدالت جناب سینئر سول جج صاحب کراچی ساؤتھ مقدمہ نمبر سال 2026 بنام مدعا علیہ ہرگاہ کہ مدعی نے آپ کے خلاف دعویٰ دائر کیا ہے لہٰذا آپ کو بذریعہ اشتہار ہذا مطلع کیا جاتا ہے کہ آپ بتاریخ مقررہ بوقت 8:30 بجے صبح حاضر عدالت ہو کر جوابدعویٰ داخل کریں بصورت دیگر کارروائی یکطرفہ عمل میں لائی جائے گی آج بتاریخ 17 اپریل 2026 کو میرے دستخط اور مہر عدالت سے جاری کیا گیا۔ بعدالت جناب سینئر سول جج صاحب کراچی ساؤتھ مقدمہ نمبر سال 2026 بنام مدعا علیہ ہرگاہ کہ مدعی نے آپ کے خلاف دعویٰ دائر کیا ہے لہٰذا آپ کو بذریعہ اشتہار ہذا مطلع کیا جاتا ہے کہ آپ بتاریخ م: [244, 901, 357, 1152]
heading-number: نمبر17: [679, 272, 712, 284]
court-notice-text: بعدالت جناب سینئر سول جج صاحب کراچی ساؤتھ مقدمہ نمبر سال 2026 بنام مدعا علیہ ہرگاہ کہ مدعی نے آپ کے خلاف دعویٰ دائر کیا ہے لہٰذا آپ کو بذریعہ اشتہار ہذا مطلع کیا جاتا ہے کہ آپ بتاریخ مقررہ بوقت 8:30 بجے صبح حاضر عدالت ہو کر جوابدعویٰ داخل کریں بصورت دیگر کارروائی یکطرفہ عمل میں لائی جائے گی آج بتاریخ 17 اپریل 2026 کو میرے دستخط اور مہر عدالت سے جاری کیا گیا۔ بعدالت جناب سینئر سول جج صاحب کراچی ساؤتھ مقدمہ نمبر سال 2026 بنام مدعا علیہ ہرگاہ کہ مدعی نے آپ کے خلاف دعویٰ دائر کیا ہے لہٰذا آپ کو بذریعہ اشتہار ہذا مطلع کیا جاتا ہے کہ آپ بتاریخ مقررہ بوقت 8:30 بجے صبح حاضر عدالت ہو کر جوابدعویٰ داخل کریں بصورت دیگر کارروائی یکطرفہ عمل میں لائی جائے گی آج بتاریخ 17 اپریل 2026 کو میرے دستخط اور مہر عدالت سے جاری کیا گیا۔ بعدالت جناب سینئر سول جج صاحب کراچی ساؤتھ مقدمہ نمبر سال 2026 بنام مدعا علیہ ہرگاہ کہ مدعی نے آپ کے خلاف دعویٰ دائر کیا ہے لہٰذا آپ کو بذریعہ اشتہار ہذا مطلع کیا جاتا ہے کہ آپ بتاریخ مقررہ بوقت 8:30 بجے صبح حاضر عدالت ہو کر جوابدعویٰ داخل کریں بصورت دیگر کارروائی یکطرفہ عمل میں لائی جائے گی آج بتاریخ 17 اپریل 2026 کو میرے دستخط اور مہر عدالت سے جاری کیا گیا۔ بعدالت جناب سینئر سول جج صاحب کراچی ساؤتھ مقدمہ نمبر سال 2026 بنام مدعا علیہ ہرگاہ کہ مدعی نے آپ کے خلاف دعویٰ دائر کیا ہے لہٰذا آپ کو بذریعہ اشتہار ہذا مطلع کیا جاتا ہے کہ آپ بتاریخ م: [244, 1179, 357, 1430]
numbered-heading: [724, 1297, 837, 1311]
news-text: بعدالت جناب سینئر سول جج صاحب کراچی ساؤتھ مقدمہ نمبر سال 2026 بنام مدعا علیہ ہرگاہ کہ مدعی نے آپ کے خلاف دعویٰ دائر کیا ہے لہٰذا آپ کو بذریعہ اشتہار ہذا مطلع کیا جاتا ہے کہ آپ بتاریخ مقررہ بوقت 8:30 بجے صبح حاضر عدالت ہو کر جوابدعویٰ داخل کریں بصورت دیگر کارروائی یکطرفہ عمل میں لائی جائے گی آج بتاریخ 17 اپریل 2026 کو میرے دستخط اور مہر عدالت سے جاری کیا گیا۔ بعدالت جناب سینئر سول جج صاحب کراچی ساؤتھ مقدمہ نمبر سال 2026 بنام مدعا علیہ ہرگاہ کہ مدعی نے آپ کے خلاف دعویٰ دائر کیا ہے لہٰذا آپ کو بذریعہ اشتہار ہذا مطلع کیا جاتا ہے کہ آپ بتاریخ مقررہ بوقت 8:30 بجے صبح حاضر عدالت ہو کر جوابدعویٰ داخل کریں بصورت دیگر کارروائی یکطرفہ عمل میں لائی جائے گی آج بتاریخ 17 اپریل 2026 کو میرے دستخط اور مہر عدالت سے جاری کیا گیا۔ بعدالت جناب سینئر سول جج صاحب کراچی ساؤتھ مقدمہ نمبر سال 2026 بنام مدعا علیہ ہرگاہ کہ مدعی نے آپ کے خلاف دعویٰ دائر کیا ہے لہٰذا آپ کو بذریعہ اشتہار ہذا مطلع کیا جاتا ہے کہ آپ بتاریخ مقررہ بوقت 8:30 بجے صبح حاضر عدالت ہو کر جوابدعویٰ داخل کریں بصورت دیگر کارروائی یکطرفہ عمل میں لائی جائے گی آج بتاریخ 17 اپریل 2026 کو میرے دستخط اور مہر عدالت سے جاری کیا گیا۔ بعدالت جناب سینئر سول جج صاحب کراچی ساؤتھ مقدمہ نمبر سال 2026 بنام مدعا علیہ ہرگاہ کہ مدعی نے آپ کے خلاف دعویٰ دائر کیا ہے لہٰذا آپ کو بذریعہ اشتہار ہذا مطلع کیا جاتا ہے کہ آپ بتاریخ مقررہ بوقت 8:30 بجے صبح حاضر عدالت ہو کر جوابدعویٰ داخل کریں بصورت دیگر کارروائی یکطرفہ عمل میں لائی جائے گی آج بتاریخ 17 اپریل 2026 کو میرے دستخط اور مہر عدالت سے جاری کیا گیا۔ بعدالت جناب سینئر سول جج صاحب کراچی ساؤتھ مقدمہ نمبر سال 2026 بنام مدعا علیہ ہرگاہ کہ مدعی نے آپ کے خلاف دعویٰ دائر کیا ہے لہٰذا آپ کو بذریعہ اشتہار ہذا مطلع کیا جاتا ہے کہ آپ بتاریخ مقررہ بوقت 8:30 بجے صبح حاضر عدالت ہو کر جوابدعویٰ داخل کریں بصورت دیگر کارروائی یکطرفہ عمل میں لائی جائے گی آج بتاریخ 17 اپریل 2026 کو میرے دستخط اور مہر عدالت سے جاری کیا گیا۔ بعدالت جناب سینئر سول جج صاحب کراچی ساؤتھ مقدمہ نمبر سال 2026 بنام مدعا علیہ ہرگاہ کہ مدعی نے آپ کے خلاف دعویٰ دائر کیا ہے لہٰذا آپ کو بذریعہ اشتہار ہذا مطلع کیا جاتا ہے کہ آپ بتاریخ مقررہ بوقت 8:30 بجے صبح حاضر عدالت ہو کر جوابدعویٰ داخل کریں بصورت دیگر کارروائی یکطرفہ عمل میں لائی جائے گی آج بتاریخ 17 اپریل 2026 کو میرے دستخط اور مہر عدالت سے جاری کیا گیا۔ بعدالت جناب سینئر سول جج صاحب کراچی ساؤتھ مقدمہ نمبر سال 2026 بنام مدعا علیہ ہرگاہ کہ مدعی نے آپ کے خلاف دعویٰ دائر کیا ہے لہٰذا آپ کو بذریعہ اشتہار ہذا مطلع کیا جاتا ہے کہ آپ بتاریخ مقررہ بوقت 8:30 بجے صبح حاضر عدالت ہو کر جوابدعویٰ داخل کریں بصورت دیگر کارروائی یکطرفہ عمل میں لائی جائے گی آج بتاریخ 17 اپریل 2026 کو میرے دستخط اور مہر عدالت سے جاری کیا گیا۔ بعدالت جناب سینئر سول جج صاحب کراچی ساؤتھ مقدمہ نمبر سال 2026 بنام مدعا علیہ ہرگاہ کہ مدعی نے آپ کے خلاف دعویٰ دائر کیا ہے لہٰذا آپ کو بذریعہ اشتہار ہذا مطلع کیا جاتا ہے کہ آپ بتاریخ مقررہ بوقت 8:30 بجے صبح حاضر عدالت ہو کر جوابدعویٰ داخل کریں بصورت دیگر کارروائی یکطرفہ عمل میں لائی جائے گی آج بتاریخ 17 اپریل 2026 کو میرے دستخط اور مہر عدالت سے جاری کیا گیا۔ بعدالت جناب سینئر سول جج صاحب کراچی ساؤتھ مقدمہ نمبر سال 2026 بنام مدعا علیہ ہرگاہ کہ مدعی نے آپ کے خلاف دعویٰ دائر کیا ہے لہٰذا آپ کو بذریعہ اشتہار ہذا مطلع کیا جاتا ہے کہ آپ بتاریخ مقررہ بوقت 8:30 بجے صبح حاضر عدالت ہو کر جوابدعویٰ داخل کریں بصورت دیگر کارروائی یکطرفہ عمل میں لائی جائے گی آج بتاریخ 17 اپریل 2026 کو میرے دستخط اور مہر عدالت سے جاری کیا گیا۔ بعدالت جناب سینئر سول جج صاحب کراچی ساؤتھ مقدمہ نمبر سال 2026 بنام مدعا علیہ ہرگاہ کہ مدعی نے آپ کے خلاف دعویٰ دائر کیا ہے لہٰذا آپ کو بذریعہ اشتہار ہذا مطلع کیا جاتا ہے کہ آپ بتاریخ مقررہ بوقت 8:30 بجے صبح حاضر عدالت ہو کر جوابدعویٰ داخل کریں بصورت دیگر کارروائی یکطرفہ عمل میں لائی جائے گی آج بتاریخ 17 اپریل 2026 کو میرے دستخط اور مہر عدالت سے جاری کیا گیا۔ بعدالت جناب سینئر سول جج صاحب کراچی ساؤتھ مقدمہ نمبر سال 2026 بنام مدعا علیہ ہرگاہ کہ مدعی نے آپ کے خلاف دعویٰ دائر کیا ہے لہٰذا آپ کو بذریعہ اشتہار ہذا مطلع کیا جاتا ہے کہ آپ بتاریخ مقررہ بوقت 8:30 بجے صبح حاضر عدالت ہو کر جوابدعویٰ داخل کریں بصورت دیگر کارروائی یکطرفہ عمل میں لائی جائے گی آج بتاریخ 17 اپریل 2026 کو میرے دستخط اور مہر عدالت سے جاری کیا گیا۔ بعدالت جناب سینئر سول جج صاحب کراچی ساؤتھ مقدمہ نمبر سال 2026 بنام مدعا علیہ ہرگاہ کہ مدعی نے آپ کے خلاف دعویٰ دائر کیا ہے لہٰذا آپ کو بذریعہ اشتہار ہذا مطلع کیا جاتا ہے کہ آپ بتاریخ مقررہ بوقت 8:30 بجے صبح حاضر عدالت ہو کر جوابدعویٰ داخل کریں بصورت دیگر کارروائی یکطرفہ عمل میں لائی جائے گی آج بتاریخ 17 اپریل 2026 کو میرے دستخط اور مہر عدالت سے جاری کیا گیا۔ بعدالت جناب سینئر سول جج صاحب کراچی ساؤتھ مقدمہ نمبر سال 2026 بنام مدعا علیہ ہرگاہ کہ مدعی نے آپ کے خلاف دعویٰ دائر کیا ہے لہٰذا آپ کو بذریعہ اشتہار ہذا مطلع کیا جاتا ہے کہ آپ بتاریخ مقررہ بوقت 8:30 بجے صبح حاضر عدالت ہو کر جوابدعویٰ داخل کریں بصورت دیگر کارروائی یکطرفہ عمل میں لائی جائے گی آج بتاریخ 17 اپریل 2026 کو میرے دستخط اور مہر عدالت سے جاری کیا گیا۔ بعدالت جناب سینئر سول جج صاحب کراچی ساؤتھ مقدمہ نمبر سال 2026 بنام مدعا علیہ ہرگاہ کہ مدعی نے آپ کے خلاف دعویٰ دائر کیا ہے لہٰذا آپ کو بذریعہ اشتہار ہذا مطلع کیا جاتا ہے کہ آپ بتاریخ مقررہ بوقت 8:30 بجے صبح حاضر عدالت ہو کر جوابدعویٰ داخل کریں بصورت دیگر کارروائی یکطرفہ عمل میں لائی جائے گی آج بتاریخ 17 اپریل 2026 کو میرے دستخط اور مہر عدالت سے جاری کیا گیا۔ بعدالت جناب سینئر سول جج صاحب کراچی ساؤتھ مقدمہ نمبر سال 2026 بنام مدعا علیہ ہرگاہ کہ مدعی نے آپ کے خلاف دعویٰ دائر کیا ہے لہٰذا آپ کو بذریعہ اشتہار ہذا مطلع کیا جاتا ہے کہ آپ بتاریخ مقررہ بوقت 8:30 بجے صبح حاضر عدالت ہو کر جوابدعویٰ داخل کریں بصورت دیگر کارروائی یکطرفہ عمل میں لائی جائے گی آج بتاریخ 17 اپریل 2026 کو میرے دستخط اور مہر عدالت سے جاری کیا گیا۔ بعدالت جناب سینئر سول جج صاحب کراچی ساؤتھ مقدمہ نمبر سال 2026 بنام مدعا علیہ ہرگاہ کہ مدعی نے آپ کے خلاف دعویٰ دائر کیا ہے لہٰذا آپ کو بذریعہ اشتہار ہذا مطلع کیا جاتا ہے کہ آپ بتاریخ مقررہ بوقت 8:30 بجے صبح حاضر عدالت ہو کر جوابدعویٰ داخل کریں بصورت دیگر کارروائی یکطرفہ عمل میں لائی جائے گی آج بتاریخ 17 اپریل 2026 کو میرے دستخط اور مہر عدالت سے جاری کیا گیا۔ بعدالت جناب سینئر سول جج صاحب کراچی ساؤتھ مقدمہ نمبر سال 2026 بنام مدعا علیہ ہرگاہ کہ مدعی نے آپ کے خلاف دعویٰ دائر کیا ہے لہٰذا آپ کو بذریعہ اشتہار ہذا مطلع کیا جاتا ہے کہ آپ بتاریخ مقررہ بوقت 8:30 بجے صبح حاضر عدالت ہو کر جوابدعویٰ داخل کریں بصورت دیگر کارروائی یکطرفہ عمل میں لائی جائے گی آج بتاریخ 17 اپریل 2026 کو میرے دستخط اور مہر عدالت سے جاری کیا گیا۔ بعدالت جناب سینئر سول جج صاحب کراچی ساؤتھ مقدمہ نمبر سال 2026 بنام مدعا علیہ ہرگاہ کہ مدعی نے آپ کے خلاف دعویٰ دائر کیا ہے لہٰذا آپ کو بذریعہ اشتہار ہذا مطلع کیا جاتا ہے کہ آپ بتاریخ مقررہ بوقت 8:30 بجے صبح حاضر عدالت ہو کر جوابدعویٰ داخل کریں بصورت دیگر کارروائی یکطرفہ عمل میں لائی جائے گی آج بتاریخ 17 اپریل 2026 کو میرے دستخط اور مہر عدالت سے جاری کیا گیا۔ بعدالت جناب سینئر سول جج صاحب کراچی ساؤتھ مقدمہ نمبر سال 2026 بنام مدعا علیہ ہرگاہ کہ مدعی نے آپ کے خلاف دعویٰ دائر کیا ہے لہٰذا آپ کو بذریعہ اشتہار ہذا مطلع کیا جاتا ہے کہ آپ بتاریخ مقررہ بوقت 8:30 بجے صبح حاضر عدالت ہو کر جوابدعویٰ داخل کریں بصورت دیگر کارروائی یکطرفہ عمل میں لائی جائے گی آج بتاریخ 17 اپریل 2026 کو میرے دستخط اور مہر عدالت سے جاری کیا گیا۔ بعدالت جناب سینئر سول جج صاحب کراچی ساؤتھ مقدمہ نمبر سال 2026 بنام مدعا علیہ ہرگاہ کہ مدعی نے آپ کے خلاف دعویٰ دائر کیا ہے لہٰذا آپ کو بذریعہ اشتہار ہذا مطلع کیا جاتا ہے کہ آپ بتاریخ مقررہ بوقت 8:30 بجے صبح حاضر عدالت ہو کر جوابدعویٰ داخل کریں بصورت دیگر کارروائی یکطرفہ عمل میں لائی جائے گی آج بتاریخ 17 اپریل 2026 کو میرے دستخط اور مہر عدالت سے جاری کیا گیا۔ بعدالت جناب سینئر سول جج صاحب کراچی ساؤتھ مقدمہ نمبر سال 2026 بنام مدعا علیہ ہرگاہ کہ مدعی نے آپ کے خلاف دعویٰ دائر کیا ہے لہٰذا آپ کو بذریعہ اشتہار ہذا مطلع کیا جاتا ہے کہ آپ بتاریخ مقررہ بوقت 8:30 بجے صبح حاضر عدالت ہو کر جوابدعویٰ داخل کریں بصورت دیگر کارروائی یکطرفہ عمل میں لائی جائے گی آج بتاریخ 17 اپریل 2026 کو میرے دستخط اور مہر عدالت سے جاری کیا گیا۔ بعدالت جناب سینئر سول جج صاحب کراچی ساؤتھ مقدمہ نمبر سال 2026 بنام مدعا علیہ ہرگاہ کہ مدعی نے آپ کے خلاف دعویٰ دائر کیا ہے لہٰذا آپ کو بذریعہ اشتہار ہذا مطلع کیا جاتا ہے کہ آپ بتاریخ مقررہ بوقت 8:30 بجے صبح حاضر عدالت ہو کر جوابدعویٰ داخل کریں بصورت دیگر کارروائی یکطرفہ عمل میں لائی جائے گی آج بتاریخ 17 اپریل 2026 کو میرے دستخط اور مہر عدالت سے جاری کیا گیا۔ بعدالت جناب سینئر سول جج صاحب کراچی ساؤتھ مقدمہ نمبر سال 2026 بنام مدعا علیہ ہرگاہ کہ مدعی نے آپ کے خلاف دعویٰ دائر کیا ہے لہٰذا آپ کو بذریعہ اشتہار ہذا مطلع کیا جاتا ہے کہ آپ بتاریخ مقررہ بوقت 8:30 بجے صبح حاضر عدالت ہو کر جوابدعویٰ داخل کریں بصورت دیگر کارروائی یکطرفہ عمل میں لائی جائے گی آج بتاریخ 17 اپریل 2026 کو میرے دستخط اور مہر عدالت سے جاری کیا گیا۔ بعدالت جناب سینئر سول جج صاحب کراچی ساؤتھ مقدمہ نمبر سال 2026 بنام مدعا علیہ ہرگاہ کہ مدعی نے آپ کے خلاف دعویٰ دائر کیا ہے لہٰذا آپ کو بذریعہ اشتہار ہذا مطلع کیا جاتا ہے کہ آپ بتاریخ مقررہ بوقت 8:30 بجے صبح حاضر عدالت ہو کر جوابدعویٰ داخ: [486, 36, 597, 1752]
numbered-heading: [604, 271, 717, 285]
heading-number: نمبر9: [805, 443, 832, 455]
numbered-heading: [724, 442, 837, 456]
notice-code: Crown-19: [3, 252, 117, 277]
news-text: بعدالت جناب سینئر سول جج صاحب کراچی ساؤتھ مقدمہ نمبر سال 2026 بنام مدعا علیہ ہرگاہ کہ مدعی نے آپ کے خلاف دعویٰ دائر کیا ہے لہٰذا آپ کو بذریعہ اشتہار ہذا مطلع کیا جاتا ہے کہ آپ بتاریخ مقررہ بوقت 8:30 بجے صبح حاضر عدالت ہو کر جوابدعویٰ داخل کریں بصورت دیگر کارروائی یکطرفہ عمل میں لائی جائے گی آج بتاریخ 17 اپریل 2026 کو میرے دستخط اور مہر عدالت سے جاری کیا گیا۔ بعدالت جناب سینئر سول جج صاحب کراچی ساؤتھ مقدمہ نمبر سال 2026 بنام مدعا علیہ ہرگاہ کہ مدعی نے آپ کے خلاف دعویٰ دائر کیا ہے لہٰذا آپ کو بذریعہ اشتہار ہذا مطلع کیا جاتا ہے کہ آپ بتاریخ مقررہ بوقت 8:30 بجے صبح حاضر عدالت ہو کر جوابدعویٰ داخل کریں بصورت دیگر کارروائی یکطرفہ عمل میں لائی جائے گی آج بتاریخ 17 اپریل 2026 کو میرے دستخط اور مہر عدالت سے جاری کیا گیا۔ بعدالت جناب سینئر سول جج صاحب کراچی ساؤ: [724, 970, 837, 1123]
notice-code: Crown-24: [3, 1090, 117, 1115]
court-notice-text: بعدالت جناب سینئر سول جج صاحب کراچی ساؤتھ مقدمہ نمبر سال 2026 بنام مدعا علیہ ہرگاہ کہ مدعی نے آپ کے خلاف دعویٰ دائر کیا ہے لہٰذا آپ کو بذریعہ اشتہار ہذا مطلع کیا جاتا ہے کہ آپ بتاریخ مقررہ بوقت 8:30 بجے صبح حاضر عدالت ہو کر جوابدعویٰ داخل کریں بصورت دیگر کارروائی یکطرفہ عمل میں لائی جائے گی آج بتاریخ 17 اپریل 2026 کو میرے دستخط اور مہر عدالت سے جاری کیا گیا۔ بعدالت جناب سینئر سول جج صاحب کراچی ساؤتھ مقدمہ نمبر سال 2026 بنام مدعا علیہ ہرگاہ کہ مدعی نے آپ کے خلاف دعویٰ دائر کیا ہے لہٰذا آپ کو بذریعہ اشتہار ہذا مطلع کیا جاتا ہے کہ آپ بتاریخ مقررہ بوقت 8:30 بجے صبح حاضر عدالت ہو کر جوابدعویٰ داخل کریں بصورت دیگر کارروائی یکطرفہ عمل میں لائی جائے گی آج بتاریخ 17 اپریل 2026 کو میرے دستخط اور مہر عدالت سے جاری کیا گیا۔ بعدالت جناب سینئر سول جج صاحب کراچی ساؤتھ مقدمہ نمبر سال 2026 بنام مدعا علیہ ہرگاہ کہ مدعی نے آپ کے خلاف دعویٰ دائر کیا ہے لہٰذا آپ کو بذریعہ اشتہار ہذا مطلع کیا جاتا ہے کہ آپ بتاریخ مقررہ بوقت 8:30 بجے صبح حا: [3, 696, 117, 878]
news-text: بعدالت جناب سینئر سول جج صاحب کراچی ساؤتھ مقدمہ نمبر سال 2026 بنام مدعا علیہ ہرگاہ کہ مدعی نے آپ کے خلاف دعویٰ دائر کیا ہے لہٰذا آپ کو بذریعہ اشتہار ہذا مطلع کیا جاتا ہے کہ آپ بتاریخ مقررہ بوقت 8:30 بجے صبح حاضر عدالت ہو کر جوابدعویٰ داخل کریں بصورت دیگر کارروائی یکطرفہ عمل میں لائی جائے گی آج بتاریخ 17 اپریل 2026 کو میرے دستخط اور مہر عدالت سے جاری کیا گیا۔ بعدالت جناب سینئر سول جج صاحب کراچی ساؤتھ مقدمہ نمبر سال 2026 بنام مدعا علیہ ہرگاہ کہ مدعی نے آپ کے خلاف دعویٰ دائر کیا ہے لہٰذا آپ کو بذریعہ اشتہار ہذا مطلع کیا جاتا ہے کہ آپ بتاریخ مقررہ بوقت 8:30 بجے صبح حاضر عدالت ہو کر جوابدعویٰ داخل کریں بصورت دیگر کارروائی یکطرفہ عمل میں لائی جائے گی آج بتاریخ 17 اپریل 2026 کو میرے دستخط اور مہر عدالت سے جاری کیا گیا۔ بعدالت جناب سینئر سول جج صاحب کراچی ساؤ: [604, 115, 717, 268]
court-notice-column-2: [120, 34, 240, 1772]
court-notice-title: کورٹ نوٹس: [249, 42, 324, 59]
numbered-heading: [724, 955, 837, 969]
numbered-heading: [724, 784, 837, 798]
